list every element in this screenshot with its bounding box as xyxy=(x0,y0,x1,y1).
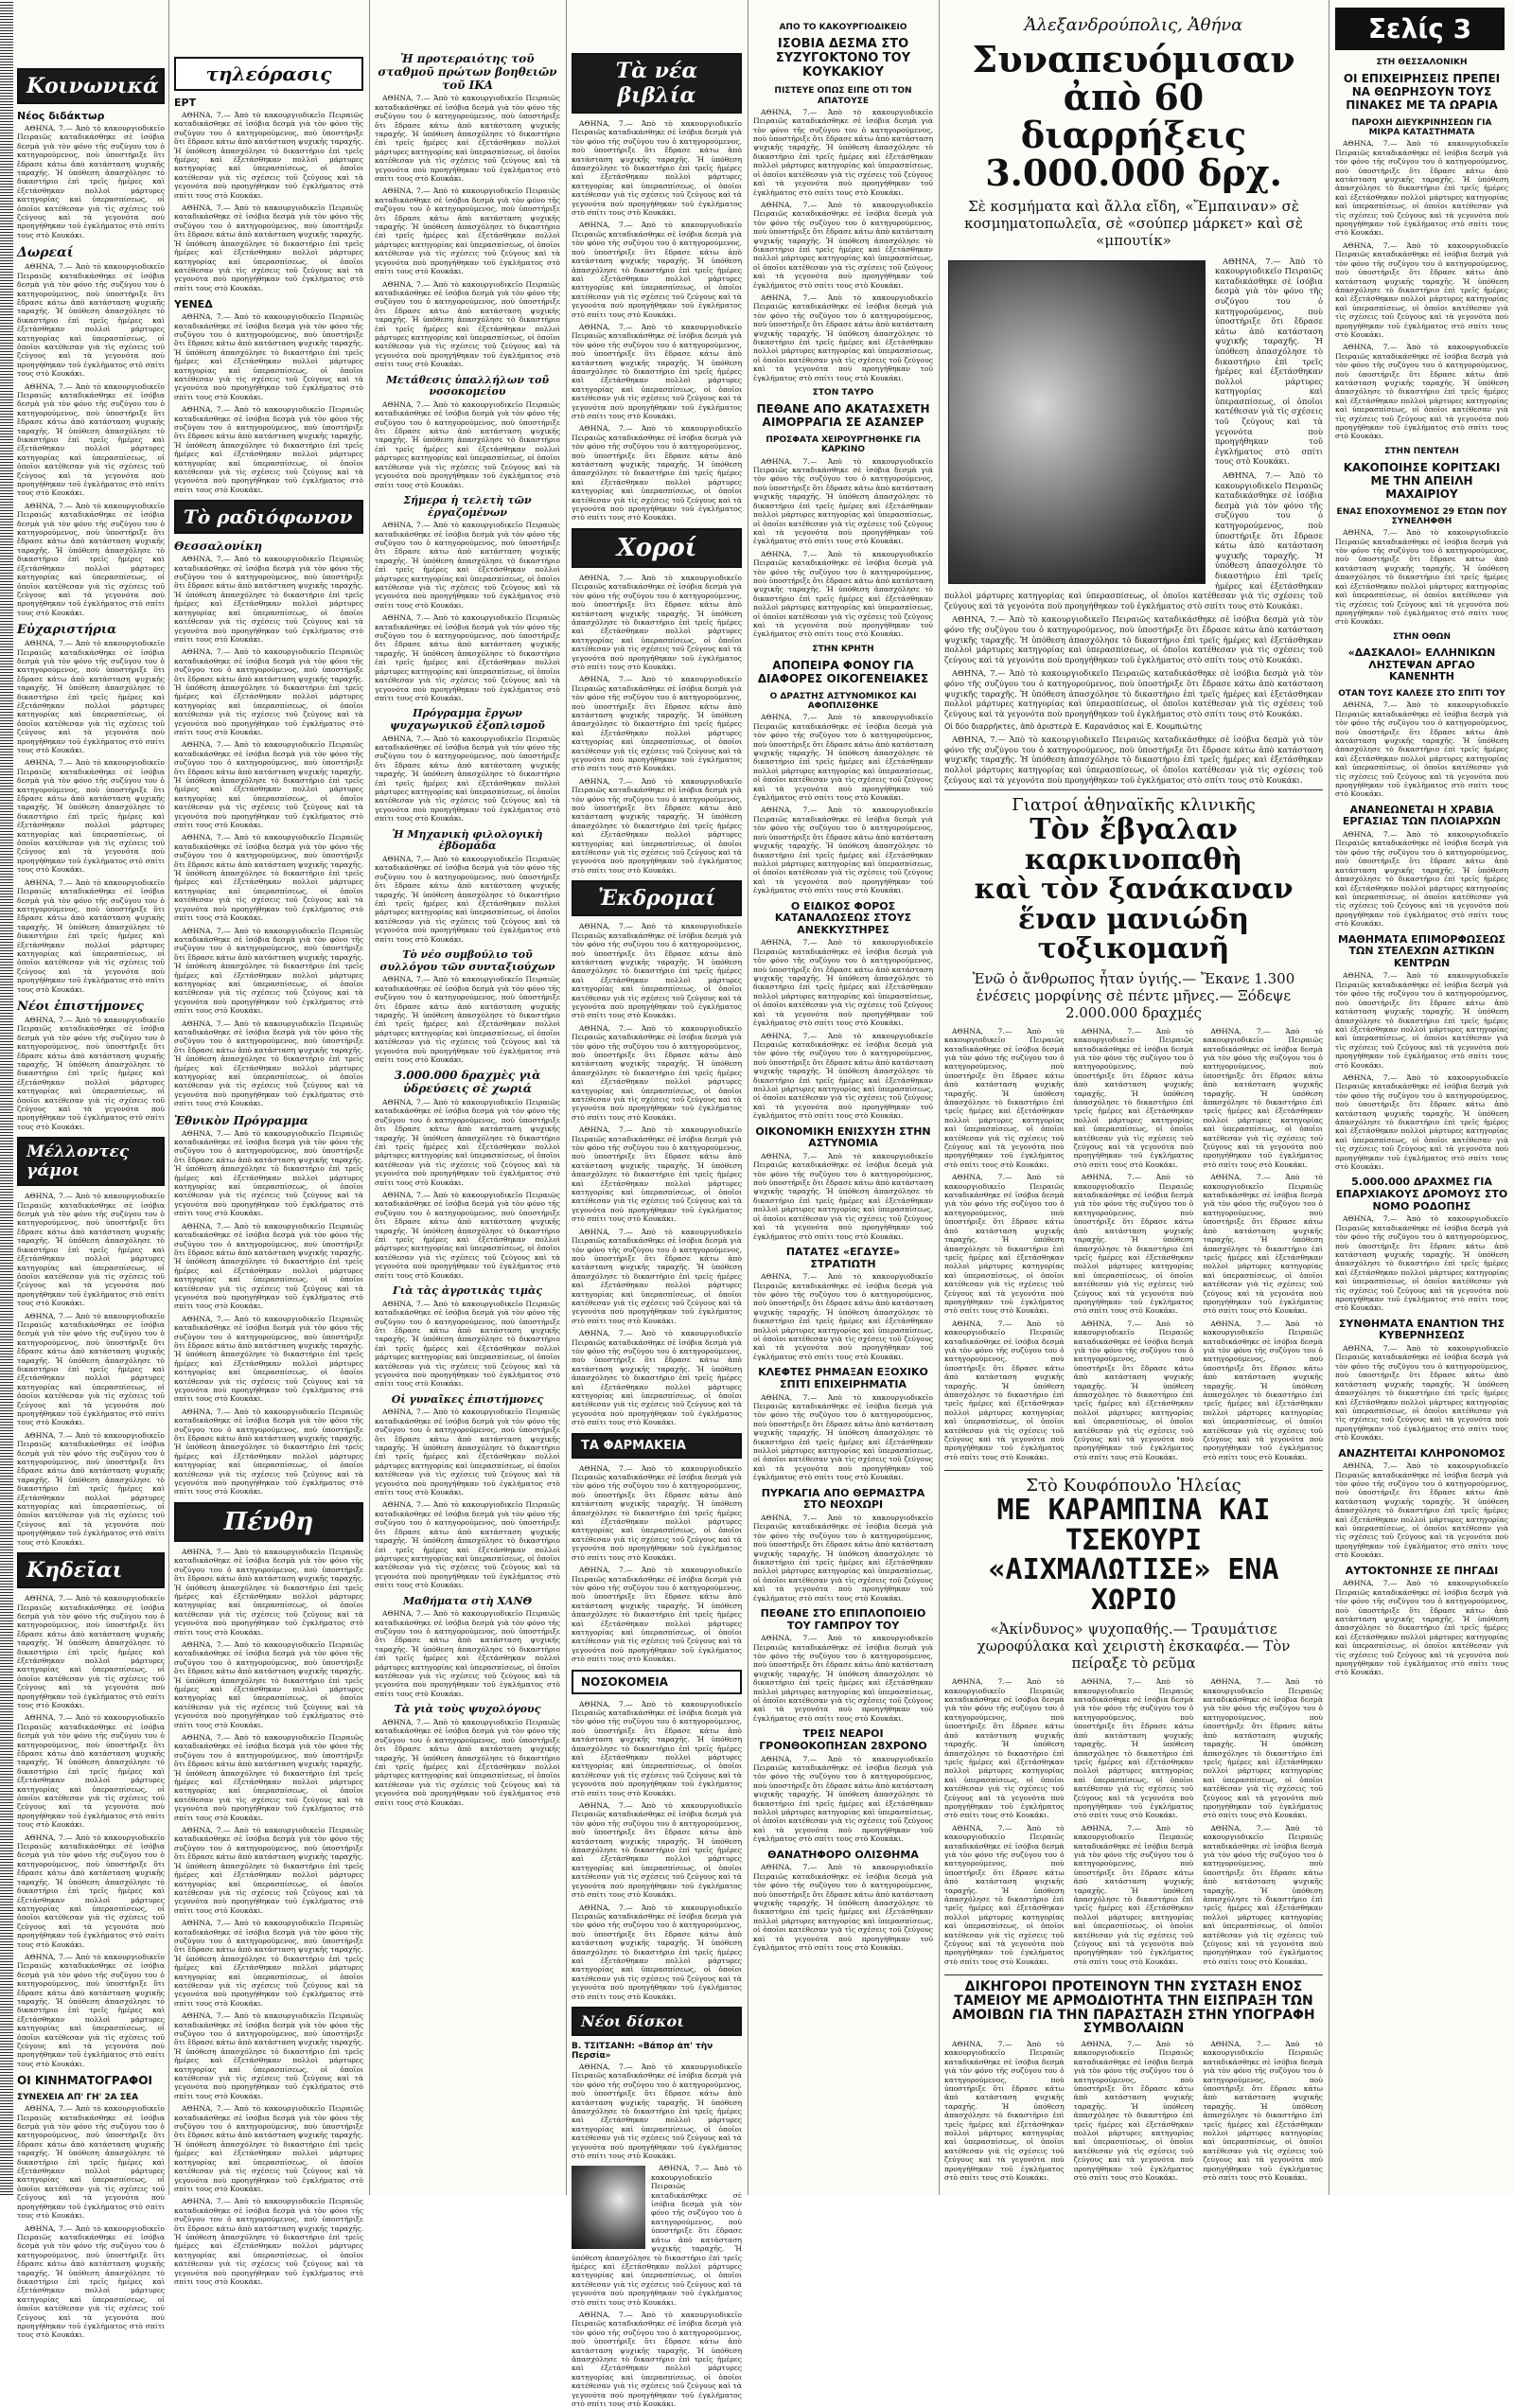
heading-patates: ΠΑΤΑΤΕΣ «ΕΓΔΥΣΕ» ΣΤΡΑΤΙΩΤΗ xyxy=(785,1245,901,1270)
article-text: ΑΘΗΝΑ, 7.— Ἀπὸ τὸ κακουργιοδικεῖο Πειραιῶς καταδικάσθηκε σὲ ἰσόβια δεσμὰ γιὰ τὸν φόνο τῆς συζύγου του ὁ κατηγορούμενος, ποὺ ὑποστήριξε ὅτι ἔδρασε κάτω ἀπὸ κατάσταση ψυχικῆς ταραχῆς. Ἡ ὑπόθεση ἀπασχόλησε τὸ δικαστήριο ἐπὶ τρεῖς ἡμέρες καὶ ἐξετάσθηκαν πολλοὶ μάρτυρες κατηγορίας καὶ ὑπερασπίσεως, οἱ ὁποῖοι κατέθεσαν γιὰ τὶς σχέσεις τοῦ ζεύγους καὶ τὰ γεγονότα ποὺ προηγήθηκαν τοῦ ἐγκλήματος στὸ σπίτι τους στὸ Κουκάκι. xyxy=(944,614,1323,664)
heading-conference: Τὸ νέο συμβούλιο τοῦ συλλόγου τῶν συνταξιούχων xyxy=(379,948,555,973)
kicker-taurus: ΣΤΟΝ ΤΑΥΡΟ xyxy=(812,388,874,398)
article-text: ΑΘΗΝΑ, 7.— Ἀπὸ τὸ κακουργιοδικεῖο Πειραιῶς καταδικάσθηκε σὲ ἰσόβια δεσμὰ γιὰ τὸν φόνο τῆς συζύγου του ὁ κατηγορούμενος, ποὺ ὑποστήριξε ὅτι ἔδρασε κάτω ἀπὸ κατάσταση ψυχικῆς ταραχῆς. Ἡ ὑπόθεση ἀπασχόλησε τὸ δικαστήριο ἐπὶ τρεῖς ἡμέρες καὶ ἐξετάσθηκαν πολλοὶ μάρτυρες κατηγορίας καὶ ὑπερασπίσεως, οἱ ὁποῖοι κατέθεσαν γιὰ τὶς σχέσεις τοῦ ζεύγους καὶ τὰ γεγονότα ποὺ προηγήθηκαν τοῦ ἐγκλήματος στὸ σπίτι τους στὸ Κουκάκι. xyxy=(1073,2040,1194,2183)
article-text: ΑΘΗΝΑ, 7.— Ἀπὸ τὸ κακουργιοδικεῖο Πειραιῶς καταδικάσθηκε σὲ ἰσόβια δεσμὰ γιὰ τὸν φόνο τῆς συζύγου του ὁ κατηγορούμενος, ποὺ ὑποστήριξε ὅτι ἔδρασε κάτω ἀπὸ κατάσταση ψυχικῆς ταραχῆς. Ἡ ὑπόθεση ἀπασχόλησε τὸ δικαστήριο ἐπὶ τρεῖς ἡμέρες καὶ ἐξετάσθηκαν πολλοὶ μάρτυρες κατηγορίας καὶ ὑπερασπίσεως, οἱ ὁποῖοι κατέθεσαν γιὰ τὶς σχέσεις τοῦ ζεύγους καὶ τὰ γεγονότα ποὺ προηγήθηκαν τοῦ ἐγκλήματος στὸ σπίτι τους στὸ Κουκάκι. xyxy=(753,1754,933,1844)
article-text: ΑΘΗΝΑ, 7.— Ἀπὸ τὸ κακουργιοδικεῖο Πειραιῶς καταδικάσθηκε σὲ ἰσόβια δεσμὰ γιὰ τὸν φόνο τῆς συζύγου του ὁ κατηγορούμενος, ποὺ ὑποστήριξε ὅτι ἔδρασε κάτω ἀπὸ κατάσταση ψυχικῆς ταραχῆς. Ἡ ὑπόθεση ἀπασχόλησε τὸ δικαστήριο ἐπὶ τρεῖς ἡμέρες καὶ ἐξετάσθηκαν πολλοὶ μάρτυρες κατηγορίας καὶ ὑπερασπίσεως, οἱ ὁποῖοι κατέθεσαν γιὰ τὶς σχέσεις τοῦ ζεύγους καὶ τὰ γεγονότα ποὺ προηγήθηκαν τοῦ ἐγκλήματος στὸ σπίτι τους στὸ Κουκάκι. xyxy=(572,322,742,420)
article-text: ΑΘΗΝΑ, 7.— Ἀπὸ τὸ κακουργιοδικεῖο Πειραιῶς καταδικάσθηκε σὲ ἰσόβια δεσμὰ γιὰ τὸν φόνο τῆς συζύγου του ὁ κατηγορούμενος, ποὺ ὑποστήριξε ὅτι ἔδρασε κάτω ἀπὸ κατάσταση ψυχικῆς ταραχῆς. Ἡ ὑπόθεση ἀπασχόλησε τὸ δικαστήριο ἐπὶ τρεῖς ἡμέρες καὶ ἐξετάσθηκαν πολλοὶ μάρτυρες κατηγορίας καὶ ὑπερασπίσεως, οἱ ὁποῖοι κατέθεσαν γιὰ τὶς σχέσεις τοῦ ζεύγους καὶ τὰ γεγονότα ποὺ προηγήθηκαν τοῦ ἐγκλήματος στὸ σπίτι τους στὸ Κουκάκι. xyxy=(17,758,165,875)
article-text: ΑΘΗΝΑ, 7.— Ἀπὸ τὸ κακουργιοδικεῖο Πειραιῶς καταδικάσθηκε σὲ ἰσόβια δεσμὰ γιὰ τὸν φόνο τῆς συζύγου του ὁ κατηγορούμενος, ποὺ ὑποστήριξε ὅτι ἔδρασε κάτω ἀπὸ κατάσταση ψυχικῆς ταραχῆς. Ἡ ὑπόθεση ἀπασχόλησε τὸ δικαστήριο ἐπὶ τρεῖς ἡμέρες καὶ ἐξετάσθηκαν πολλοὶ μάρτυρες κατηγορίας καὶ ὑπερασπίσεως, οἱ ὁποῖοι κατέθεσαν γιὰ τὶς σχέσεις τοῦ ζεύγους καὶ τὰ γεγονότα ποὺ προηγήθηκαν τοῦ ἐγκλήματος στὸ σπίτι τους στὸ Κουκάκι. xyxy=(572,1227,742,1325)
banner-new-books: Τὰ νέα βιβλία xyxy=(572,53,742,114)
column-social xyxy=(17,0,165,2340)
banner-weddings: Μέλλοντες γάμοι xyxy=(17,1137,165,1186)
heading-teachers: «ΔΑΣΚΑΛΟΙ» ΕΛΛΗΝΙΚΩΝ ΛΗΣΤΕΨΑΝ ΑΡΓΑΟ ΚΑΝΕΝΗΤΗ xyxy=(1347,646,1496,683)
subhead-burglaries: Σὲ κοσμήματα καὶ ἄλλα εἴδη, «Ἔμπαιναν» σὲ κοσμηματοπωλεῖα, σὲ «σούπερ μάρκετ» καὶ σὲ «μπουτίκ» xyxy=(964,197,1303,249)
banner-pharmacies: ΤΑ ΦΑΡΜΑΚΕΙΑ xyxy=(572,1433,742,1459)
section-rule xyxy=(944,789,1323,790)
subheading-died-elevator: ΠΡΟΣΦΑΤΑ ΧΕΙΡΟΥΡΓΗΘΗΚΕ ΓΙΑ ΚΑΡΚΙΝΟ xyxy=(766,434,921,455)
article-text: ΑΘΗΝΑ, 7.— Ἀπὸ τὸ κακουργιοδικεῖο Πειραιῶς καταδικάσθηκε σὲ ἰσόβια δεσμὰ γιὰ τὸν φόνο τῆς συζύγου του ὁ κατηγορούμενος, ποὺ ὑποστήριξε ὅτι ἔδρασε κάτω ἀπὸ κατάσταση ψυχικῆς ταραχῆς. Ἡ ὑπόθεση ἀπασχόλησε τὸ δικαστήριο ἐπὶ τρεῖς ἡμέρες καὶ ἐξετάσθηκαν πολλοὶ μάρτυρες κατηγορίας καὶ ὑπερασπίσεως, οἱ ὁποῖοι κατέθεσαν γιὰ τὶς σχέσεις τοῦ ζεύγους καὶ τὰ γεγονότα ποὺ προηγήθηκαν τοῦ ἐγκλήματος στὸ σπίτι τους στὸ Κουκάκι. xyxy=(1335,1461,1508,1560)
article-text: ΑΘΗΝΑ, 7.— Ἀπὸ τὸ κακουργιοδικεῖο Πειραιῶς καταδικάσθηκε σὲ ἰσόβια δεσμὰ γιὰ τὸν φόνο τῆς συζύγου του ὁ κατηγορούμενος, ποὺ ὑποστήριξε ὅτι ἔδρασε κάτω ἀπὸ κατάσταση ψυχικῆς ταραχῆς. Ἡ ὑπόθεση ἀπασχόλησε τὸ δικαστήριο ἐπὶ τρεῖς ἡμέρες καὶ ἐξετάσθηκαν πολλοὶ μάρτυρες κατηγορίας καὶ ὑπερασπίσεως, οἱ ὁποῖοι κατέθεσαν γιὰ τὶς σχέσεις τοῦ ζεύγους καὶ τὰ γεγονότα ποὺ προηγήθηκαν τοῦ ἐγκλήματος στὸ σπίτι τους στὸ Κουκάκι. xyxy=(174,555,363,644)
banner-dances: Χοροί xyxy=(572,528,742,568)
main-feature-area xyxy=(944,0,1323,2195)
article-text: ΑΘΗΝΑ, 7.— Ἀπὸ τὸ κακουργιοδικεῖο Πειραιῶς καταδικάσθηκε σὲ ἰσόβια δεσμὰ γιὰ τὸν φόνο τῆς συζύγου του ὁ κατηγορούμενος, ποὺ ὑποστήριξε ὅτι ἔδρασε κάτω ἀπὸ κατάσταση ψυχικῆς ταραχῆς. Ἡ ὑπόθεση ἀπασχόλησε τὸ δικαστήριο ἐπὶ τρεῖς ἡμέρες καὶ ἐξετάσθηκαν πολλοὶ μάρτυρες κατηγορίας καὶ ὑπερασπίσεως, οἱ ὁποῖοι κατέθεσαν γιὰ τὶς σχέσεις τοῦ ζεύγους καὶ τὰ γεγονότα ποὺ προηγήθηκαν τοῦ ἐγκλήματος στὸ σπίτι τους στὸ Κουκάκι. xyxy=(174,312,363,401)
article-text: ΑΘΗΝΑ, 7.— Ἀπὸ τὸ κακουργιοδικεῖο Πειραιῶς καταδικάσθηκε σὲ ἰσόβια δεσμὰ γιὰ τὸν φόνο τῆς συζύγου του ὁ κατηγορούμενος, ποὺ ὑποστήριξε ὅτι ἔδρασε κάτω ἀπὸ κατάσταση ψυχικῆς ταραχῆς. Ἡ ὑπόθεση ἀπασχόλησε τὸ δικαστήριο ἐπὶ τρεῖς ἡμέρες καὶ ἐξετάσθηκαν πολλοὶ μάρτυρες κατηγορίας καὶ ὑπερασπίσεως, οἱ ὁποῖοι κατέθεσαν γιὰ τὶς σχέσεις τοῦ ζεύγους καὶ τὰ γεγονότα ποὺ προηγήθηκαν τοῦ ἐγκλήματος στὸ σπίτι τους στὸ Κουκάκι. xyxy=(1073,1677,1194,1820)
cinema-continuation: ΣΥΝΕΧΕΙΑ ΑΠ' ΓΗ' 2Α ΣΕΑ xyxy=(17,2093,139,2103)
article-text: ΑΘΗΝΑ, 7.— Ἀπὸ τὸ κακουργιοδικεῖο Πειραιῶς καταδικάσθηκε σὲ ἰσόβια δεσμὰ γιὰ τὸν φόνο τῆς συζύγου του ὁ κατηγορούμενος, ποὺ ὑποστήριξε ὅτι ἔδρασε κάτω ἀπὸ κατάσταση ψυχικῆς ταραχῆς. Ἡ ὑπόθεση ἀπασχόλησε τὸ δικαστήριο ἐπὶ τρεῖς ἡμέρες καὶ ἐξετάσθηκαν πολλοὶ μάρτυρες κατηγορίας καὶ ὑπερασπίσεως, οἱ ὁποῖοι κατέθεσαν γιὰ τὶς σχέσεις τοῦ ζεύγους καὶ τὰ γεγονότα ποὺ προηγήθηκαν τοῦ ἐγκλήματος στὸ σπίτι τους στὸ Κουκάκι. xyxy=(17,1430,165,1547)
article-text: ΑΘΗΝΑ, 7.— Ἀπὸ τὸ κακουργιοδικεῖο Πειραιῶς καταδικάσθηκε σὲ ἰσόβια δεσμὰ γιὰ τὸν φόνο τῆς συζύγου του ὁ κατηγορούμενος, ποὺ ὑποστήριξε ὅτι ἔδρασε κάτω ἀπὸ κατάσταση ψυχικῆς ταραχῆς. Ἡ ὑπόθεση ἀπασχόλησε τὸ δικαστήριο ἐπὶ τρεῖς ἡμέρες καὶ ἐξετάσθηκαν πολλοὶ μάρτυρες κατηγορίας καὶ ὑπερασπίσεως, οἱ ὁποῖοι κατέθεσαν γιὰ τὶς σχέσεις τοῦ ζεύγους καὶ τὰ γεγονότα ποὺ προηγήθηκαν τοῦ ἐγκλήματος στὸ σπίτι τους στὸ Κουκάκι. xyxy=(1335,830,1508,929)
article-text: ΑΘΗΝΑ, 7.— Ἀπὸ τὸ κακουργιοδικεῖο Πειραιῶς καταδικάσθηκε σὲ ἰσόβια δεσμὰ γιὰ τὸν φόνο τῆς συζύγου του ὁ κατηγορούμενος, ποὺ ὑποστήριξε ὅτι ἔδρασε κάτω ἀπὸ κατάσταση ψυχικῆς ταραχῆς. Ἡ ὑπόθεση ἀπασχόλησε τὸ δικαστήριο ἐπὶ τρεῖς ἡμέρες καὶ ἐξετάσθηκαν πολλοὶ μάρτυρες κατηγορίας καὶ ὑπερασπίσεως, οἱ ὁποῖοι κατέθεσαν γιὰ τὶς σχέσεις τοῦ ζεύγους καὶ τὰ γεγονότα ποὺ προηγήθηκαν τοῦ ἐγκλήματος στὸ σπίτι τους στὸ Κουκάκι. xyxy=(174,647,363,736)
article-text: ΑΘΗΝΑ, 7.— Ἀπὸ τὸ κακουργιοδικεῖο Πειραιῶς καταδικάσθηκε σὲ ἰσόβια δεσμὰ γιὰ τὸν φόνο τῆς συζύγου του ὁ κατηγορούμενος, ποὺ ὑποστήριξε ὅτι ἔδρασε κάτω ἀπὸ κατάσταση ψυχικῆς ταραχῆς. Ἡ ὑπόθεση ἀπασχόλησε τὸ δικαστήριο ἐπὶ τρεῖς ἡμέρες καὶ ἐξετάσθηκαν πολλοὶ μάρτυρες κατηγορίας καὶ ὑπερασπίσεως, οἱ ὁποῖοι κατέθεσαν γιὰ τὶς σχέσεις τοῦ ζεύγους καὶ τὰ γεγονότα ποὺ προηγήθηκαν τοῦ ἐγκλήματος στὸ σπίτι τους στὸ Κουκάκι. xyxy=(174,2011,363,2100)
heading-fatal-slip: ΘΑΝΑΤΗΦΟΡΟ ΟΛΙΣΘΗΜΑ xyxy=(767,1848,919,1861)
article-text: ΑΘΗΝΑ, 7.— Ἀπὸ τὸ κακουργιοδικεῖο Πειραιῶς καταδικάσθηκε σὲ ἰσόβια δεσμὰ γιὰ τὸν φόνο τῆς συζύγου του ὁ κατηγορούμενος, ποὺ ὑποστήριξε ὅτι ἔδρασε κάτω ἀπὸ κατάσταση ψυχικῆς ταραχῆς. Ἡ ὑπόθεση ἀπασχόλησε τὸ δικαστήριο ἐπὶ τρεῖς ἡμέρες καὶ ἐξετάσθηκαν πολλοὶ μάρτυρες κατηγορίας καὶ ὑπερασπίσεως, οἱ ὁποῖοι κατέθεσαν γιὰ τὶς σχέσεις τοῦ ζεύγους καὶ τὰ γεγονότα ποὺ προηγήθηκαν τοῦ ἐγκλήματος στὸ σπίτι τους στὸ Κουκάκι. xyxy=(572,776,742,875)
headline-clinic-a: Τὸν ἔβγαλαν καρκινοπαθὴ xyxy=(1024,813,1243,876)
article-text: ΑΘΗΝΑ, 7.— Ἀπὸ τὸ κακουργιοδικεῖο Πειραιῶς καταδικάσθηκε σὲ ἰσόβια δεσμὰ γιὰ τὸν φόνο τῆς συζύγου του ὁ κατηγορούμενος, ποὺ ὑποστήριξε ὅτι ἔδρασε κάτω ἀπὸ κατάσταση ψυχικῆς ταραχῆς. Ἡ ὑπόθεση ἀπασχόλησε τὸ δικαστήριο ἐπὶ τρεῖς ἡμέρες καὶ ἐξετάσθηκαν πολλοὶ μάρτυρες κατηγορίας καὶ ὑπερασπίσεως, οἱ ὁποῖοι κατέθεσαν γιὰ τὶς σχέσεις τοῦ ζεύγους καὶ τὰ γεγονότα ποὺ προηγήθηκαν τοῦ ἐγκλήματος στὸ σπίτι τους στὸ Κουκάκι. xyxy=(1073,1026,1194,1169)
article-text: ΑΘΗΝΑ, 7.— Ἀπὸ τὸ κακουργιοδικεῖο Πειραιῶς καταδικάσθηκε σὲ ἰσόβια δεσμὰ γιὰ τὸν φόνο τῆς συζύγου του ὁ κατηγορούμενος, ποὺ ὑποστήριξε ὅτι ἔδρασε κάτω ἀπὸ κατάσταση ψυχικῆς ταραχῆς. Ἡ ὑπόθεση ἀπασχόλησε τὸ δικαστήριο ἐπὶ τρεῖς ἡμέρες καὶ ἐξετάσθηκαν πολλοὶ μάρτυρες κατηγορίας καὶ ὑπερασπίσεως, οἱ ὁποῖοι κατέθεσαν γιὰ τὶς σχέσεις τοῦ ζεύγους καὶ τὰ γεγονότα ποὺ προηγήθηκαν τοῦ ἐγκλήματος στὸ σπίτι τους στὸ Κουκάκι. xyxy=(17,1713,165,1830)
article-text: ΑΘΗΝΑ, 7.— Ἀπὸ τὸ κακουργιοδικεῖο Πειραιῶς καταδικάσθηκε σὲ ἰσόβια δεσμὰ γιὰ τὸν φόνο τῆς συζύγου του ὁ κατηγορούμενος, ποὺ ὑποστήριξε ὅτι ἔδρασε κάτω ἀπὸ κατάσταση ψυχικῆς ταραχῆς. Ἡ ὑπόθεση ἀπασχόλησε τὸ δικαστήριο ἐπὶ τρεῖς ἡμέρες καὶ ἐξετάσθηκαν πολλοὶ μάρτυρες κατηγορίας καὶ ὑπερασπίσεως, οἱ ὁποῖοι κατέθεσαν γιὰ τὶς σχέσεις τοῦ ζεύγους καὶ τὰ γεγονότα ποὺ προηγήθηκαν τοῦ ἐγκλήματος στὸ σπίτι τους στὸ Κουκάκι. xyxy=(375,1097,560,1187)
article-text: ΑΘΗΝΑ, 7.— Ἀπὸ τὸ κακουργιοδικεῖο Πειραιῶς καταδικάσθηκε σὲ ἰσόβια δεσμὰ γιὰ τὸν φόνο τῆς συζύγου του ὁ κατηγορούμενος, ποὺ ὑποστήριξε ὅτι ἔδρασε κάτω ἀπὸ κατάσταση ψυχικῆς ταραχῆς. Ἡ ὑπόθεση ἀπασχόλησε τὸ δικαστήριο ἐπὶ τρεῖς ἡμέρες καὶ ἐξετάσθηκαν πολλοὶ μάρτυρες κατηγορίας καὶ ὑπερασπίσεως, οἱ ὁποῖοι κατέθεσαν γιὰ τὶς σχέσεις τοῦ ζεύγους καὶ τὰ γεγονότα ποὺ προηγήθηκαν τοῦ ἐγκλήματος στὸ σπίτι τους στὸ Κουκάκι. xyxy=(17,262,165,379)
article-text: ΑΘΗΝΑ, 7.— Ἀπὸ τὸ κακουργιοδικεῖο Πειραιῶς καταδικάσθηκε σὲ ἰσόβια δεσμὰ γιὰ τὸν φόνο τῆς συζύγου του ὁ κατηγορούμενος, ποὺ ὑποστήριξε ὅτι ἔδρασε κάτω ἀπὸ κατάσταση ψυχικῆς ταραχῆς. Ἡ ὑπόθεση ἀπασχόλησε τὸ δικαστήριο ἐπὶ τρεῖς ἡμέρες καὶ ἐξετάσθηκαν πολλοὶ μάρτυρες κατηγορίας καὶ ὑπερασπίσεως, οἱ ὁποῖοι κατέθεσαν γιὰ τὶς σχέσεις τοῦ ζεύγους καὶ τὰ γεγονότα ποὺ προηγήθηκαν τοῦ ἐγκλήματος στὸ σπίτι τους στὸ Κουκάκι. xyxy=(17,877,165,994)
article-text: ΑΘΗΝΑ, 7.— Ἀπὸ τὸ κακουργιοδικεῖο Πειραιῶς καταδικάσθηκε σὲ ἰσόβια δεσμὰ γιὰ τὸν φόνο τῆς συζύγου του ὁ κατηγορούμενος, ποὺ ὑποστήριξε ὅτι ἔδρασε κάτω ἀπὸ κατάσταση ψυχικῆς ταραχῆς. Ἡ ὑπόθεση ἀπασχόλησε τὸ δικαστήριο ἐπὶ τρεῖς ἡμέρες καὶ ἐξετάσθηκαν πολλοὶ μάρτυρες κατηγορίας καὶ ὑπερασπίσεως, οἱ ὁποῖοι κατέθεσαν γιὰ τὶς σχέσεις τοῦ ζεύγους καὶ τὰ γεγονότα ποὺ προηγήθηκαν τοῦ ἐγκλήματος στὸ σπίτι τους στὸ Κουκάκι. xyxy=(944,1026,1065,1169)
article-text: ΑΘΗΝΑ, 7.— Ἀπὸ τὸ κακουργιοδικεῖο Πειραιῶς καταδικάσθηκε σὲ ἰσόβια δεσμὰ γιὰ τὸν φόνο τῆς συζύγου του ὁ κατηγορούμενος, ποὺ ὑποστήριξε ὅτι ἔδρασε κάτω ἀπὸ κατάσταση ψυχικῆς ταραχῆς. Ἡ ὑπόθεση ἀπασχόλησε τὸ δικαστήριο ἐπὶ τρεῖς ἡμέρες καὶ ἐξετάσθηκαν πολλοὶ μάρτυρες κατηγορίας καὶ ὑπερασπίσεως, οἱ ὁποῖοι κατέθεσαν γιὰ τὶς σχέσεις τοῦ ζεύγους καὶ τὰ γεγονότα ποὺ προηγήθηκαν τοῦ ἐγκλήματος στὸ σπίτι τους στὸ Κουκάκι. xyxy=(174,1221,363,1311)
article-text: ΑΘΗΝΑ, 7.— Ἀπὸ τὸ κακουργιοδικεῖο Πειραιῶς καταδικάσθηκε σὲ ἰσόβια δεσμὰ γιὰ τὸν φόνο τῆς συζύγου του ὁ κατηγορούμενος, ποὺ ὑποστήριξε ὅτι ἔδρασε κάτω ἀπὸ κατάσταση ψυχικῆς ταραχῆς. Ἡ ὑπόθεση ἀπασχόλησε τὸ δικαστήριο ἐπὶ τρεῖς ἡμέρες καὶ ἐξετάσθηκαν πολλοὶ μάρτυρες κατηγορίας καὶ ὑπερασπίσεως, οἱ ὁποῖοι κατέθεσαν γιὰ τὶς σχέσεις τοῦ ζεύγους καὶ τὰ γεγονότα ποὺ προηγήθηκαν τοῦ ἐγκλήματος στὸ σπίτι τους στὸ Κουκάκι. xyxy=(17,1192,165,1308)
page-binding-edge xyxy=(0,0,13,2195)
subheading-girl-attack: ΕΝΑΣ ΕΠΟΧΟΥΜΕΝΟΣ 29 ΕΤΩΝ ΠΟΥ ΣΥΝΕΛΗΦΘΗ xyxy=(1336,506,1507,526)
subhead-clinic: Ἐνῶ ὁ ἄνθρωπος ἦταν ὑγιής.— Ἔκανε 1.300 ἐνέσεις μορφίνης σὲ πέντε μῆνες.— Ξόδεψε 2.000.000 δραχμές xyxy=(972,969,1295,1021)
heading-well-suicide: ΑΥΤΟΚΤΟΝΗΣΕ ΣΕ ΠΗΓΑΔΙ xyxy=(1345,1564,1499,1577)
column-local-news xyxy=(375,0,560,2195)
heading-tax: Ο ΕΙΔΙΚΟΣ ΦΟΡΟΣ ΚΑΤΑΝΑΛΩΣΕΩΣ ΣΤΟΥΣ ΑΝΕΚΚΥΣΤΗΡΕΣ xyxy=(774,899,912,936)
article-text: ΑΘΗΝΑ, 7.— Ἀπὸ τὸ κακουργιοδικεῖο Πειραιῶς καταδικάσθηκε σὲ ἰσόβια δεσμὰ γιὰ τὸν φόνο τῆς συζύγου του ὁ κατηγορούμενος, ποὺ ὑποστήριξε ὅτι ἔδρασε κάτω ἀπὸ κατάσταση ψυχικῆς ταραχῆς. Ἡ ὑπόθεση ἀπασχόλησε τὸ δικαστήριο ἐπὶ τρεῖς ἡμέρες καὶ ἐξετάσθηκαν πολλοὶ μάρτυρες κατηγορίας καὶ ὑπερασπίσεως, οἱ ὁποῖοι κατέθεσαν γιὰ τὶς σχέσεις τοῦ ζεύγους καὶ τὰ γεγονότα ποὺ προηγήθηκαν τοῦ ἐγκλήματος στὸ σπίτι τους στὸ Κουκάκι. xyxy=(1335,1579,1508,1677)
article-text: ΑΘΗΝΑ, 7.— Ἀπὸ τὸ κακουργιοδικεῖο Πειραιῶς καταδικάσθηκε σὲ ἰσόβια δεσμὰ γιὰ τὸν φόνο τῆς συζύγου του ὁ κατηγορούμενος, ποὺ ὑποστήριξε ὅτι ἔδρασε κάτω ἀπὸ κατάσταση ψυχικῆς ταραχῆς. Ἡ ὑπόθεση ἀπασχόλησε τὸ δικαστήριο ἐπὶ τρεῖς ἡμέρες καὶ ἐξετάσθηκαν πολλοὶ μάρτυρες κατηγορίας καὶ ὑπερασπίσεως, οἱ ὁποῖοι κατέθεσαν γιὰ τὶς σχέσεις τοῦ ζεύγους καὶ τὰ γεγονότα ποὺ προηγήθηκαν τοῦ ἐγκλήματος στὸ σπίτι τους στὸ Κουκάκι. xyxy=(174,1826,363,1915)
article-text: ΑΘΗΝΑ, 7.— Ἀπὸ τὸ κακουργιοδικεῖο Πειραιῶς καταδικάσθηκε σὲ ἰσόβια δεσμὰ γιὰ τὸν φόνο τῆς συζύγου του ὁ κατηγορούμενος, ποὺ ὑποστήριξε ὅτι ἔδρασε κάτω ἀπὸ κατάσταση ψυχικῆς ταραχῆς. Ἡ ὑπόθεση ἀπασχόλησε τὸ δικαστήριο ἐπὶ τρεῖς ἡμέρες καὶ ἐξετάσθηκαν πολλοὶ μάρτυρες κατηγορίας καὶ ὑπερασπίσεως, οἱ ὁποῖοι κατέθεσαν γιὰ τὶς σχέσεις τοῦ ζεύγους καὶ τὰ γεγονότα ποὺ προηγήθηκαν τοῦ ἐγκλήματος στὸ σπίτι τους στὸ Κουκάκι. xyxy=(753,200,933,290)
article-text: ΑΘΗΝΑ, 7.— Ἀπὸ τὸ κακουργιοδικεῖο Πειραιῶς καταδικάσθηκε σὲ ἰσόβια δεσμὰ γιὰ τὸν φόνο τῆς συζύγου του ὁ κατηγορούμενος, ποὺ ὑποστήριξε ὅτι ἔδρασε κάτω ἀπὸ κατάσταση ψυχικῆς ταραχῆς. Ἡ ὑπόθεση ἀπασχόλησε τὸ δικαστήριο ἐπὶ τρεῖς ἡμέρες καὶ ἐξετάσθηκαν πολλοὶ μάρτυρες κατηγορίας καὶ ὑπερασπίσεως, οἱ ὁποῖοι κατέθεσαν γιὰ τὶς σχέσεις τοῦ ζεύγους καὶ τὰ γεγονότα ποὺ προηγήθηκαν τοῦ ἐγκλήματος στὸ σπίτι τους στὸ Κουκάκι. xyxy=(753,107,933,197)
article-text: ΑΘΗΝΑ, 7.— Ἀπὸ τὸ κακουργιοδικεῖο Πειραιῶς καταδικάσθηκε σὲ ἰσόβια δεσμὰ γιὰ τὸν φόνο τῆς συζύγου του ὁ κατηγορούμενος, ποὺ ὑποστήριξε ὅτι ἔδρασε κάτω ἀπὸ κατάσταση ψυχικῆς ταραχῆς. Ἡ ὑπόθεση ἀπασχόλησε τὸ δικαστήριο ἐπὶ τρεῖς ἡμέρες καὶ ἐξετάσθηκαν πολλοὶ μάρτυρες κατηγορίας καὶ ὑπερασπίσεως, οἱ ὁποῖοι κατέθεσαν γιὰ τὶς σχέσεις τοῦ ζεύγους καὶ τὰ γεγονότα ποὺ προηγήθηκαν τοῦ ἐγκλήματος στὸ σπίτι τους στὸ Κουκάκι. xyxy=(17,501,165,617)
heading-yened: ΥΕΝΕΔ xyxy=(174,298,213,311)
article-text: ΑΘΗΝΑ, 7.— Ἀπὸ τὸ κακουργιοδικεῖο Πειραιῶς καταδικάσθηκε σὲ ἰσόβια δεσμὰ γιὰ τὸν φόνο τῆς συζύγου του ὁ κατηγορούμενος, ποὺ ὑποστήριξε ὅτι ἔδρασε κάτω ἀπὸ κατάσταση ψυχικῆς ταραχῆς. Ἡ ὑπόθεση ἀπασχόλησε τὸ δικαστήριο ἐπὶ τρεῖς ἡμέρες καὶ ἐξετάσθηκαν πολλοὶ μάρτυρες κατηγορίας καὶ ὑπερασπίσεως, οἱ ὁποῖοι κατέθεσαν γιὰ τὶς σχέσεις τοῦ ζεύγους καὶ τὰ γεγονότα ποὺ προηγήθηκαν τοῦ ἐγκλήματος στὸ σπίτι τους στὸ Κουκάκι. xyxy=(1203,2040,1323,2183)
headline-lawyers: ΔΙΚΗΓΟΡΟΙ ΠΡΟΤΕΙΝΟΥΝ ΤΗΝ ΣΥΣΤΑΣΗ ΕΝΟΣ ΤΑΜΕΙΟΥ ΜΕ ΑΡΜΟΔΙΟΤΗΤΑ ΤΗΝ ΕΙΣΠΡΑΞΗ ΤΩΝ ΑΜΟΙΒΩΝ ΓΙΑ ΤΗΝ ΠΑΡΑΣΤΑΣΗ ΣΤΗΝ ΥΠΟΓΡΑΦΗ ΣΥΜΒΟΛΑΙΩΝ xyxy=(952,1979,1315,2037)
dateline: Ἀλεξανδρούπολις, Ἀθήνα xyxy=(1024,15,1243,35)
heading-new-scientists: Νέοι ἐπιστήμονες xyxy=(17,999,144,1014)
heading-lessons: ΜΑΘΗΜΑΤΑ ΕΠΙΜΟΡΦΩΣΕΩΣ ΤΩΝ ΣΤΕΛΕΧΩΝ ΑΣΤΙΚΩΝ ΚΕΝΤΡΩΝ xyxy=(1337,932,1506,969)
heading-national-program: Ἐθνικὸν Πρόγραμμα xyxy=(174,1113,308,1127)
article-text: ΑΘΗΝΑ, 7.— Ἀπὸ τὸ κακουργιοδικεῖο Πειραιῶς καταδικάσθηκε σὲ ἰσόβια δεσμὰ γιὰ τὸν φόνο τῆς συζύγου του ὁ κατηγορούμενος, ποὺ ὑποστήριξε ὅτι ἔδρασε κάτω ἀπὸ κατάσταση ψυχικῆς ταραχῆς. Ἡ ὑπόθεση ἀπασχόλησε τὸ δικαστήριο ἐπὶ τρεῖς ἡμέρες καὶ ἐξετάσθηκαν πολλοὶ μάρτυρες κατηγορίας καὶ ὑπερασπίσεως, οἱ ὁποῖοι κατέθεσαν γιὰ τὶς σχέσεις τοῦ ζεύγους καὶ τὰ γεγονότα ποὺ προηγήθηκαν τοῦ ἐγκλήματος στὸ σπίτι τους στὸ Κουκάκι. xyxy=(375,279,560,369)
article-text: ΑΘΗΝΑ, 7.— Ἀπὸ τὸ κακουργιοδικεῖο Πειραιῶς καταδικάσθηκε σὲ ἰσόβια δεσμὰ γιὰ τὸν φόνο τῆς συζύγου του ὁ κατηγορούμενος, ποὺ ὑποστήριξε ὅτι ἔδρασε κάτω ἀπὸ κατάσταση ψυχικῆς ταραχῆς. Ἡ ὑπόθεση ἀπασχόλησε τὸ δικαστήριο ἐπὶ τρεῖς ἡμέρες καὶ ἐξετάσθηκαν πολλοὶ μάρτυρες κατηγορίας καὶ ὑπερασπίσεως, οἱ ὁποῖοι κατέθεσαν γιὰ τὶς σχέσεις τοῦ ζεύγους καὶ τὰ γεγονότα ποὺ προηγήθηκαν τοῦ ἐγκλήματος στὸ σπίτι τους στὸ Κουκάκι. xyxy=(17,639,165,754)
article-text: ΑΘΗΝΑ, 7.— Ἀπὸ τὸ κακουργιοδικεῖο Πειραιῶς καταδικάσθηκε σὲ ἰσόβια δεσμὰ γιὰ τὸν φόνο τῆς συζύγου του ὁ κατηγορούμενος, ποὺ ὑποστήριξε ὅτι ἔδρασε κάτω ἀπὸ κατάσταση ψυχικῆς ταραχῆς. Ἡ ὑπόθεση ἀπασχόλησε τὸ δικαστήριο ἐπὶ τρεῖς ἡμέρες καὶ ἐξετάσθηκαν πολλοὶ μάρτυρες κατηγορίας καὶ ὑπερασπίσεως, οἱ ὁποῖοι κατέθεσαν γιὰ τὶς σχέσεις τοῦ ζεύγους καὶ τὰ γεγονότα ποὺ προηγήθηκαν τοῦ ἐγκλήματος στὸ σπίτι τους στὸ Κουκάκι. xyxy=(375,1191,560,1280)
article-text: ΑΘΗΝΑ, 7.— Ἀπὸ τὸ κακουργιοδικεῖο Πειραιῶς καταδικάσθηκε σὲ ἰσόβια δεσμὰ γιὰ τὸν φόνο τῆς συζύγου του ὁ κατηγορούμενος, ποὺ ὑποστήριξε ὅτι ἔδρασε κάτω ἀπὸ κατάσταση ψυχικῆς ταραχῆς. Ἡ ὑπόθεση ἀπασχόλησε τὸ δικαστήριο ἐπὶ τρεῖς ἡμέρες καὶ ἐξετάσθηκαν πολλοὶ μάρτυρες κατηγορίας καὶ ὑπερασπίσεως, οἱ ὁποῖοι κατέθεσαν γιὰ τὶς σχέσεις τοῦ ζεύγους καὶ τὰ γεγονότα ποὺ προηγήθηκαν τοῦ ἐγκλήματος στὸ σπίτι τους στὸ Κουκάκι. xyxy=(753,1634,933,1723)
article-text: ΑΘΗΝΑ, 7.— Ἀπὸ τὸ κακουργιοδικεῖο Πειραιῶς καταδικάσθηκε σὲ ἰσόβια δεσμὰ γιὰ τὸν φόνο τῆς συζύγου του ὁ κατηγορούμενος, ποὺ ὑποστήριξε ὅτι ἔδρασε κάτω ἀπὸ κατάσταση ψυχικῆς ταραχῆς. Ἡ ὑπόθεση ἀπασχόλησε τὸ δικαστήριο ἐπὶ τρεῖς ἡμέρες καὶ ἐξετάσθηκαν πολλοὶ μάρτυρες κατηγορίας καὶ ὑπερασπίσεως, οἱ ὁποῖοι κατέθεσαν γιὰ τὶς σχέσεις τοῦ ζεύγους καὶ τὰ γεγονότα ποὺ προηγήθηκαν τοῦ ἐγκλήματος στὸ σπίτι τους στὸ Κουκάκι. xyxy=(17,2223,165,2340)
column-divider xyxy=(939,0,940,2195)
section-rule xyxy=(944,1470,1323,1471)
article-text: ΑΘΗΝΑ, 7.— Ἀπὸ τὸ κακουργιοδικεῖο Πειραιῶς καταδικάσθηκε σὲ ἰσόβια δεσμὰ γιὰ τὸν φόνο τῆς συζύγου του ὁ κατηγορούμενος, ποὺ ὑποστήριξε ὅτι ἔδρασε κάτω ἀπὸ κατάσταση ψυχικῆς ταραχῆς. Ἡ ὑπόθεση ἀπασχόλησε τὸ δικαστήριο ἐπὶ τρεῖς ἡμέρες καὶ ἐξετάσθηκαν πολλοὶ μάρτυρες κατηγορίας καὶ ὑπερασπίσεως, οἱ ὁποῖοι κατέθεσαν γιὰ τὶς σχέσεις τοῦ ζεύγους καὶ τὰ γεγονότα ποὺ προηγήθηκαν τοῦ ἐγκλήματος στὸ σπίτι τους στὸ Κουκάκι. xyxy=(375,1717,560,1807)
heading-cinema: ΟΙ ΚΙΝΗΜΑΤΟΓΡΑΦΟΙ xyxy=(17,2074,152,2088)
kicker-othon: ΣΤΗΝ ΟΘΩΝ xyxy=(1393,631,1451,642)
article-text: ΑΘΗΝΑ, 7.— Ἀπὸ τὸ κακουργιοδικεῖο Πειραιῶς καταδικάσθηκε σὲ ἰσόβια δεσμὰ γιὰ τὸν φόνο τῆς συζύγου του ὁ κατηγορούμενος, ποὺ ὑποστήριξε ὅτι ἔδρασε κάτω ἀπὸ κατάσταση ψυχικῆς ταραχῆς. Ἡ ὑπόθεση ἀπασχόλησε τὸ δικαστήριο ἐπὶ τρεῖς ἡμέρες καὶ ἐξετάσθηκαν πολλοὶ μάρτυρες κατηγορίας καὶ ὑπερασπίσεως, οἱ ὁποῖοι κατέθεσαν γιὰ τὶς σχέσεις τοῦ ζεύγους καὶ τὰ γεγονότα ποὺ προηγήθηκαν τοῦ ἐγκλήματος στὸ σπίτι τους στὸ Κουκάκι. xyxy=(375,1299,560,1389)
column-broadcast xyxy=(174,0,363,2286)
clinic-article-body xyxy=(944,1027,1323,1466)
article-text: ΑΘΗΝΑ, 7.— Ἀπὸ τὸ κακουργιοδικεῖο Πειραιῶς καταδικάσθηκε σὲ ἰσόβια δεσμὰ γιὰ τὸν φόνο τῆς συζύγου του ὁ κατηγορούμενος, ποὺ ὑποστήριξε ὅτι ἔδρασε κάτω ἀπὸ κατάσταση ψυχικῆς ταραχῆς. Ἡ ὑπόθεση ἀπασχόλησε τὸ δικαστήριο ἐπὶ τρεῖς ἡμέρες καὶ ἐξετάσθηκαν πολλοὶ μάρτυρες κατηγορίας καὶ ὑπερασπίσεως, οἱ ὁποῖοι κατέθεσαν γιὰ τὶς σχέσεις τοῦ ζεύγους καὶ τὰ γεγονότα ποὺ προηγήθηκαν τοῦ ἐγκλήματος στὸ σπίτι τους στὸ Κουκάκι. xyxy=(375,521,560,610)
column-divider xyxy=(369,0,370,2195)
article-text: ΑΘΗΝΑ, 7.— Ἀπὸ τὸ κακουργιοδικεῖο Πειραιῶς καταδικάσθηκε σὲ ἰσόβια δεσμὰ γιὰ τὸν φόνο τῆς συζύγου του ὁ κατηγορούμενος, ποὺ ὑποστήριξε ὅτι ἔδρασε κάτω ἀπὸ κατάσταση ψυχικῆς ταραχῆς. Ἡ ὑπόθεση ἀπασχόλησε τὸ δικαστήριο ἐπὶ τρεῖς ἡμέρες καὶ ἐξετάσθηκαν πολλοὶ μάρτυρες κατηγορίας καὶ ὑπερασπίσεως, οἱ ὁποῖοι κατέθεσαν γιὰ τὶς σχέσεις τοῦ ζεύγους καὶ τὰ γεγονότα ποὺ προηγήθηκαν τοῦ ἐγκλήματος στὸ σπίτι τους στὸ Κουκάκι. xyxy=(174,740,363,830)
photo-caption: Οἱ δύο διαρρῆκτες, ἀπὸ ἀριστερὰ Ε. Καρανάσιος καὶ Ε. Κουμπιώτης xyxy=(944,722,1203,732)
heading-renewed: ΑΝΑΝΕΩΝΕΤΑΙ Η ΧΡΑΒΙΑ ΕΡΓΑΣΙΑΣ ΤΩΝ ΠΛΟΙΑΡΧΩΝ xyxy=(1342,803,1502,828)
article-text: ΑΘΗΝΑ, 7.— Ἀπὸ τὸ κακουργιοδικεῖο Πειραιῶς καταδικάσθηκε σὲ ἰσόβια δεσμὰ γιὰ τὸν φόνο τῆς συζύγου του ὁ κατηγορούμενος, ποὺ ὑποστήριξε ὅτι ἔδρασε κάτω ἀπὸ κατάσταση ψυχικῆς ταραχῆς. Ἡ ὑπόθεση ἀπασχόλησε τὸ δικαστήριο ἐπὶ τρεῖς ἡμέρες καὶ ἐξετάσθηκαν πολλοὶ μάρτυρες κατηγορίας καὶ ὑπερασπίσεως, οἱ ὁποῖοι κατέθεσαν γιὰ τὶς σχέσεις τοῦ ζεύγους καὶ τὰ γεγονότα ποὺ προηγήθηκαν τοῦ ἐγκλήματος στὸ σπίτι τους στὸ Κουκάκι. xyxy=(572,119,742,218)
article-text: ΑΘΗΝΑ, 7.— Ἀπὸ τὸ κακουργιοδικεῖο Πειραιῶς καταδικάσθηκε σὲ ἰσόβια δεσμὰ γιὰ τὸν φόνο τῆς συζύγου του ὁ κατηγορούμενος, ποὺ ὑποστήριξε ὅτι ἔδρασε κάτω ἀπὸ κατάσταση ψυχικῆς ταραχῆς. Ἡ ὑπόθεση ἀπασχόλησε τὸ δικαστήριο ἐπὶ τρεῖς ἡμέρες καὶ ἐξετάσθηκαν πολλοὶ μάρτυρες κατηγορίας καὶ ὑπερασπίσεως, οἱ ὁποῖοι κατέθεσαν γιὰ τὶς σχέσεις τοῦ ζεύγους καὶ τὰ γεγονότα ποὺ προηγήθηκαν τοῦ ἐγκλήματος στὸ σπίτι τους στὸ Κουκάκι. xyxy=(17,1594,165,1709)
kicker-clinic: Γιατροί ἀθηναϊκῆς κλινικῆς xyxy=(1012,795,1256,816)
article-text: ΑΘΗΝΑ, 7.— Ἀπὸ τὸ κακουργιοδικεῖο Πειραιῶς καταδικάσθηκε σὲ ἰσόβια δεσμὰ γιὰ τὸν φόνο τῆς συζύγου του ὁ κατηγορούμενος, ποὺ ὑποστήριξε ὅτι ἔδρασε κάτω ἀπὸ κατάσταση ψυχικῆς ταραχῆς. Ἡ ὑπόθεση ἀπασχόλησε τὸ δικαστήριο ἐπὶ τρεῖς ἡμέρες καὶ ἐξετάσθηκαν πολλοὶ μάρτυρες κατηγορίας καὶ ὑπερασπίσεως, οἱ ὁποῖοι κατέθεσαν γιὰ τὶς σχέσεις τοῦ ζεύγους καὶ τὰ γεγονότα ποὺ προηγήθηκαν τοῦ ἐγκλήματος στὸ σπίτι τους στὸ Κουκάκι. xyxy=(944,1319,1065,1461)
article-text: ΑΘΗΝΑ, 7.— Ἀπὸ τὸ κακουργιοδικεῖο Πειραιῶς καταδικάσθηκε σὲ ἰσόβια δεσμὰ γιὰ τὸν φόνο τῆς συζύγου του ὁ κατηγορούμενος, ποὺ ὑποστήριξε ὅτι ἔδρασε κάτω ἀπὸ κατάσταση ψυχικῆς ταραχῆς. Ἡ ὑπόθεση ἀπασχόλησε τὸ δικαστήριο ἐπὶ τρεῖς ἡμέρες καὶ ἐξετάσθηκαν πολλοὶ μάρτυρες κατηγορίας καὶ ὑπερασπίσεως, οἱ ὁποῖοι κατέθεσαν γιὰ τὶς σχέσεις τοῦ ζεύγους καὶ τὰ γεγονότα ποὺ προηγήθηκαν τοῦ ἐγκλήματος στὸ σπίτι τους στὸ Κουκάκι. xyxy=(1215,256,1323,467)
article-text: ΑΘΗΝΑ, 7.— Ἀπὸ τὸ κακουργιοδικεῖο Πειραιῶς καταδικάσθηκε σὲ ἰσόβια δεσμὰ γιὰ τὸν φόνο τῆς συζύγου του ὁ κατηγορούμενος, ποὺ ὑποστήριξε ὅτι ἔδρασε κάτω ἀπὸ κατάσταση ψυχικῆς ταραχῆς. Ἡ ὑπόθεση ἀπασχόλησε τὸ δικαστήριο ἐπὶ τρεῖς ἡμέρες καὶ ἐξετάσθηκαν πολλοὶ μάρτυρες κατηγορίας καὶ ὑπερασπίσεως, οἱ ὁποῖοι κατέθεσαν γιὰ τὶς σχέσεις τοῦ ζεύγους καὶ τὰ γεγονότα ποὺ προηγήθηκαν τοῦ ἐγκλήματος στὸ σπίτι τους στὸ Κουκάκι. xyxy=(1073,1823,1194,1966)
article-text: ΑΘΗΝΑ, 7.— Ἀπὸ τὸ κακουργιοδικεῖο Πειραιῶς καταδικάσθηκε σὲ ἰσόβια δεσμὰ γιὰ τὸν φόνο τῆς συζύγου του ὁ κατηγορούμενος, ποὺ ὑποστήριξε ὅτι ἔδρασε κάτω ἀπὸ κατάσταση ψυχικῆς ταραχῆς. Ἡ ὑπόθεση ἀπασχόλησε τὸ δικαστήριο ἐπὶ τρεῖς ἡμέρες καὶ ἐξετάσθηκαν πολλοὶ μάρτυρες κατηγορίας καὶ ὑπερασπίσεως, οἱ ὁποῖοι κατέθεσαν γιὰ τὶς σχέσεις τοῦ ζεύγους καὶ τὰ γεγονότα ποὺ προηγήθηκαν τοῦ ἐγκλήματος στὸ σπίτι τους στὸ Κουκάκι. xyxy=(572,922,742,1020)
article-text: ΑΘΗΝΑ, 7.— Ἀπὸ τὸ κακουργιοδικεῖο Πειραιῶς καταδικάσθηκε σὲ ἰσόβια δεσμὰ γιὰ τὸν φόνο τῆς συζύγου του ὁ κατηγορούμενος, ποὺ ὑποστήριξε ὅτι ἔδρασε κάτω ἀπὸ κατάσταση ψυχικῆς ταραχῆς. Ἡ ὑπόθεση ἀπασχόλησε τὸ δικαστήριο ἐπὶ τρεῖς ἡμέρες καὶ ἐξετάσθηκαν πολλοὶ μάρτυρες κατηγορίας καὶ ὑπερασπίσεως, οἱ ὁποῖοι κατέθεσαν γιὰ τὶς σχέσεις τοῦ ζεύγους καὶ τὰ γεγονότα ποὺ προηγήθηκαν τοῦ ἐγκλήματος στὸ σπίτι τους στὸ Κουκάκι. xyxy=(17,2104,165,2221)
article-text: ΑΘΗΝΑ, 7.— Ἀπὸ τὸ κακουργιοδικεῖο Πειραιῶς καταδικάσθηκε σὲ ἰσόβια δεσμὰ γιὰ τὸν φόνο τῆς συζύγου του ὁ κατηγορούμενος, ποὺ ὑποστήριξε ὅτι ἔδρασε κάτω ἀπὸ κατάσταση ψυχικῆς ταραχῆς. Ἡ ὑπόθεση ἀπασχόλησε τὸ δικαστήριο ἐπὶ τρεῖς ἡμέρες καὶ ἐξετάσθηκαν πολλοὶ μάρτυρες κατηγορίας καὶ ὑπερασπίσεως, οἱ ὁποῖοι κατέθεσαν γιὰ τὶς σχέσεις τοῦ ζεύγους καὶ τὰ γεγονότα ποὺ προηγήθηκαν τοῦ ἐγκλήματος στὸ σπίτι τους στὸ Κουκάκι. xyxy=(174,1018,363,1108)
heading-fire: ΠΥΡΚΑΓΙΑ ΑΠΟ ΘΕΡΜΑΣΤΡΑ ΣΤΟ ΝΕΟΧΩΡΙ xyxy=(761,1486,925,1512)
banner-mourning: Πένθη xyxy=(174,1502,363,1542)
column-listings xyxy=(572,0,742,2408)
article-text: ΑΘΗΝΑ, 7.— Ἀπὸ τὸ κακουργιοδικεῖο Πειραιῶς καταδικάσθηκε σὲ ἰσόβια δεσμὰ γιὰ τὸν φόνο τῆς συζύγου του ὁ κατηγορούμενος, ποὺ ὑποστήριξε ὅτι ἔδρασε κάτω ἀπὸ κατάσταση ψυχικῆς ταραχῆς. Ἡ ὑπόθεση ἀπασχόλησε τὸ δικαστήριο ἐπὶ τρεῖς ἡμέρες καὶ ἐξετάσθηκαν πολλοὶ μάρτυρες κατηγορίας καὶ ὑπερασπίσεως, οἱ ὁποῖοι κατέθεσαν γιὰ τὶς σχέσεις τοῦ ζεύγους καὶ τὰ γεγονότα ποὺ προηγήθηκαν τοῦ ἐγκλήματος στὸ σπίτι τους στὸ Κουκάκι. xyxy=(1203,1677,1323,1820)
article-text: ΑΘΗΝΑ, 7.— Ἀπὸ τὸ κακουργιοδικεῖο Πειραιῶς καταδικάσθηκε σὲ ἰσόβια δεσμὰ γιὰ τὸν φόνο τῆς συζύγου του ὁ κατηγορούμενος, ποὺ ὑποστήριξε ὅτι ἔδρασε κάτω ἀπὸ κατάσταση ψυχικῆς ταραχῆς. Ἡ ὑπόθεση ἀπασχόλησε τὸ δικαστήριο ἐπὶ τρεῖς ἡμέρες καὶ ἐξετάσθηκαν πολλοὶ μάρτυρες κατηγορίας καὶ ὑπερασπίσεως, οἱ ὁποῖοι κατέθεσαν γιὰ τὶς σχέσεις τοῦ ζεύγους καὶ τὰ γεγονότα ποὺ προηγήθηκαν τοῦ ἐγκλήματος στὸ σπίτι τους στὸ Κουκάκι. xyxy=(1335,1214,1508,1313)
article-text: ΑΘΗΝΑ, 7.— Ἀπὸ τὸ κακουργιοδικεῖο Πειραιῶς καταδικάσθηκε σὲ ἰσόβια δεσμὰ γιὰ τὸν φόνο τῆς συζύγου του ὁ κατηγορούμενος, ποὺ ὑποστήριξε ὅτι ἔδρασε κάτω ἀπὸ κατάσταση ψυχικῆς ταραχῆς. Ἡ ὑπόθεση ἀπασχόλησε τὸ δικαστήριο ἐπὶ τρεῖς ἡμέρες καὶ ἐξετάσθηκαν πολλοὶ μάρτυρες κατηγορίας καὶ ὑπερασπίσεως, οἱ ὁποῖοι κατέθεσαν γιὰ τὶς σχέσεις τοῦ ζεύγους καὶ τὰ γεγονότα ποὺ προηγήθηκαν τοῦ ἐγκλήματος στὸ σπίτι τους στὸ Κουκάκι. xyxy=(572,221,742,319)
heading-hand: Μαθήματα στὴ ΧΑΝΘ xyxy=(402,1594,533,1607)
banner-new-discs: Νέοι δίσκοι xyxy=(572,2007,742,2036)
heading-girl-attack: ΚΑΚΟΠΟΙΗΣΕ ΚΟΡΙΤΣΑΚΙ ΜΕ ΤΗΝ ΑΠΕΙΛΗ ΜΑΧΑΙΡΙΟΥ xyxy=(1343,461,1501,501)
heading-wedding-fire: ΠΕΘΑΝΕ ΣΤΟ ΕΠΙΠΛΟΠΟΙΕΙΟ ΤΟΥ ΓΑΜΠΡΟΥ ΤΟΥ xyxy=(760,1606,926,1632)
article-text: ΑΘΗΝΑ, 7.— Ἀπὸ τὸ κακουργιοδικεῖο Πειραιῶς καταδικάσθηκε σὲ ἰσόβια δεσμὰ γιὰ τὸν φόνο τῆς συζύγου του ὁ κατηγορούμενος, ποὺ ὑποστήριξε ὅτι ἔδρασε κάτω ἀπὸ κατάσταση ψυχικῆς ταραχῆς. Ἡ ὑπόθεση ἀπασχόλησε τὸ δικαστήριο ἐπὶ τρεῖς ἡμέρες καὶ ἐξετάσθηκαν πολλοὶ μάρτυρες κατηγορίας καὶ ὑπερασπίσεως, οἱ ὁποῖοι κατέθεσαν γιὰ τὶς σχέσεις τοῦ ζεύγους καὶ τὰ γεγονότα ποὺ προηγήθηκαν τοῦ ἐγκλήματος στὸ σπίτι τους στὸ Κουκάκι. xyxy=(572,2310,742,2408)
article-text: ΑΘΗΝΑ, 7.— Ἀπὸ τὸ κακουργιοδικεῖο Πειραιῶς καταδικάσθηκε σὲ ἰσόβια δεσμὰ γιὰ τὸν φόνο τῆς συζύγου του ὁ κατηγορούμενος, ποὺ ὑποστήριξε ὅτι ἔδρασε κάτω ἀπὸ κατάσταση ψυχικῆς ταραχῆς. Ἡ ὑπόθεση ἀπασχόλησε τὸ δικαστήριο ἐπὶ τρεῖς ἡμέρες καὶ ἐξετάσθηκαν πολλοὶ μάρτυρες κατηγορίας καὶ ὑπερασπίσεως, οἱ ὁποῖοι κατέθεσαν γιὰ τὶς σχέσεις τοῦ ζεύγους καὶ τὰ γεγονότα ποὺ προηγήθηκαν τοῦ ἐγκλήματος στὸ σπίτι τους στὸ Κουκάκι. xyxy=(572,1801,742,1900)
article-text: ΑΘΗΝΑ, 7.— Ἀπὸ τὸ κακουργιοδικεῖο Πειραιῶς καταδικάσθηκε σὲ ἰσόβια δεσμὰ γιὰ τὸν φόνο τῆς συζύγου του ὁ κατηγορούμενος, ποὺ ὑποστήριξε ὅτι ἔδρασε κάτω ἀπὸ κατάσταση ψυχικῆς ταραχῆς. Ἡ ὑπόθεση ἀπασχόλησε τὸ δικαστήριο ἐπὶ τρεῖς ἡμέρες καὶ ἐξετάσθηκαν πολλοὶ μάρτυρες κατηγορίας καὶ ὑπερασπίσεως, οἱ ὁποῖοι κατέθεσαν γιὰ τὶς σχέσεις τοῦ ζεύγους καὶ τὰ γεγονότα ποὺ προηγήθηκαν τοῦ ἐγκλήματος στὸ σπίτι τους στὸ Κουκάκι. xyxy=(753,292,933,382)
article-text: ΑΘΗΝΑ, 7.— Ἀπὸ τὸ κακουργιοδικεῖο Πειραιῶς καταδικάσθηκε σὲ ἰσόβια δεσμὰ γιὰ τὸν φόνο τῆς συζύγου του ὁ κατηγορούμενος, ποὺ ὑποστήριξε ὅτι ἔδρασε κάτω ἀπὸ κατάσταση ψυχικῆς ταραχῆς. Ἡ ὑπόθεση ἀπασχόλησε τὸ δικαστήριο ἐπὶ τρεῖς ἡμέρες καὶ ἐξετάσθηκαν πολλοὶ μάρτυρες κατηγορίας καὶ ὑπερασπίσεως, οἱ ὁποῖοι κατέθεσαν γιὰ τὶς σχέσεις τοῦ ζεύγους καὶ τὰ γεγονότα ποὺ προηγήθηκαν τοῦ ἐγκλήματος στὸ σπίτι τους στὸ Κουκάκι. xyxy=(1335,1072,1508,1171)
article-text: ΑΘΗΝΑ, 7.— Ἀπὸ τὸ κακουργιοδικεῖο Πειραιῶς καταδικάσθηκε σὲ ἰσόβια δεσμὰ γιὰ τὸν φόνο τῆς συζύγου του ὁ κατηγορούμενος, ποὺ ὑποστήριξε ὅτι ἔδρασε κάτω ἀπὸ κατάσταση ψυχικῆς ταραχῆς. Ἡ ὑπόθεση ἀπασχόλησε τὸ δικαστήριο ἐπὶ τρεῖς ἡμέρες καὶ ἐξετάσθηκαν πολλοὶ μάρτυρες κατηγορίας καὶ ὑπερασπίσεως, οἱ ὁποῖοι κατέθεσαν γιὰ τὶς σχέσεις τοῦ ζεύγους καὶ τὰ γεγονότα ποὺ προηγήθηκαν τοῦ ἐγκλήματος στὸ σπίτι τους στὸ Κουκάκι. xyxy=(753,1151,933,1241)
article-text: ΑΘΗΝΑ, 7.— Ἀπὸ τὸ κακουργιοδικεῖο Πειραιῶς καταδικάσθηκε σὲ ἰσόβια δεσμὰ γιὰ τὸν φόνο τῆς συζύγου του ὁ κατηγορούμενος, ποὺ ὑποστήριξε ὅτι ἔδρασε κάτω ἀπὸ κατάσταση ψυχικῆς ταραχῆς. Ἡ ὑπόθεση ἀπασχόλησε τὸ δικαστήριο ἐπὶ τρεῖς ἡμέρες καὶ ἐξετάσθηκαν πολλοὶ μάρτυρες κατηγορίας καὶ ὑπερασπίσεως, οἱ ὁποῖοι κατέθεσαν γιὰ τὶς σχέσεις τοῦ ζεύγους καὶ τὰ γεγονότα ποὺ προηγήθηκαν τοῦ ἐγκλήματος στὸ σπίτι τους στὸ Κουκάκι. xyxy=(572,573,742,671)
article-text: ΑΘΗΝΑ, 7.— Ἀπὸ τὸ κακουργιοδικεῖο Πειραιῶς καταδικάσθηκε σὲ ἰσόβια δεσμὰ γιὰ τὸν φόνο τῆς συζύγου του ὁ κατηγορούμενος, ποὺ ὑποστήριξε ὅτι ἔδρασε κάτω ἀπὸ κατάσταση ψυχικῆς ταραχῆς. Ἡ ὑπόθεση ἀπασχόλησε τὸ δικαστήριο ἐπὶ τρεῖς ἡμέρες καὶ ἐξετάσθηκαν πολλοὶ μάρτυρες κατηγορίας καὶ ὑπερασπίσεως, οἱ ὁποῖοι κατέθεσαν γιὰ τὶς σχέσεις τοῦ ζεύγους καὶ τὰ γεγονότα ποὺ προηγήθηκαν τοῦ ἐγκλήματος στὸ σπίτι τους στὸ Κουκάκι. xyxy=(375,186,560,276)
heading-donations: Δωρεαί xyxy=(17,245,74,261)
article-text: ΑΘΗΝΑ, 7.— Ἀπὸ τὸ κακουργιοδικεῖο Πειραιῶς καταδικάσθηκε σὲ ἰσόβια δεσμὰ γιὰ τὸν φόνο τῆς συζύγου του ὁ κατηγορούμενος, ποὺ ὑποστήριξε ὅτι ἔδρασε κάτω ἀπὸ κατάσταση ψυχικῆς ταραχῆς. Ἡ ὑπόθεση ἀπασχόλησε τὸ δικαστήριο ἐπὶ τρεῖς ἡμέρες καὶ ἐξετάσθηκαν πολλοὶ μάρτυρες κατηγορίας καὶ ὑπερασπίσεως, οἱ ὁποῖοι κατέθεσαν γιὰ τὶς σχέσεις τοῦ ζεύγους καὶ τὰ γεγονότα ποὺ προηγήθηκαν τοῦ ἐγκλήματος στὸ σπίτι τους στὸ Κουκάκι. xyxy=(1203,1173,1323,1316)
article-text: ΑΘΗΝΑ, 7.— Ἀπὸ τὸ κακουργιοδικεῖο Πειραιῶς καταδικάσθηκε σὲ ἰσόβια δεσμὰ γιὰ τὸν φόνο τῆς συζύγου του ὁ κατηγορούμενος, ποὺ ὑποστήριξε ὅτι ἔδρασε κάτω ἀπὸ κατάσταση ψυχικῆς ταραχῆς. Ἡ ὑπόθεση ἀπασχόλησε τὸ δικαστήριο ἐπὶ τρεῖς ἡμέρες καὶ ἐξετάσθηκαν πολλοὶ μάρτυρες κατηγορίας καὶ ὑπερασπίσεως, οἱ ὁποῖοι κατέθεσαν γιὰ τὶς σχέσεις τοῦ ζεύγους καὶ τὰ γεγονότα ποὺ προηγήθηκαν τοῦ ἐγκλήματος στὸ σπίτι τους στὸ Κουκάκι. xyxy=(753,549,933,639)
headline-village-a: ΜΕ ΚΑΡΑΜΠΙΝΑ ΚΑΙ ΤΣΕΚΟΥΡΙ xyxy=(996,1494,1271,1557)
article-text: ΑΘΗΝΑ, 7.— Ἀπὸ τὸ κακουργιοδικεῖο Πειραιῶς καταδικάσθηκε σὲ ἰσόβια δεσμὰ γιὰ τὸν φόνο τῆς συζύγου του ὁ κατηγορούμενος, ποὺ ὑποστήριξε ὅτι ἔδρασε κάτω ἀπὸ κατάσταση ψυχικῆς ταραχῆς. Ἡ ὑπόθεση ἀπασχόλησε τὸ δικαστήριο ἐπὶ τρεῖς ἡμέρες καὶ ἐξετάσθηκαν πολλοὶ μάρτυρες κατηγορίας καὶ ὑπερασπίσεως, οἱ ὁποῖοι κατέθεσαν γιὰ τὶς σχέσεις τοῦ ζεύγους καὶ τὰ γεγονότα ποὺ προηγήθηκαν τοῦ ἐγκλήματος στὸ σπίτι τους στὸ Κουκάκι. xyxy=(572,1566,742,1664)
headline-clinic-c: ἕναν μανιώδη τοξικομανῆ xyxy=(1017,902,1250,966)
heading-thessaloniki: Θεσσαλονίκη xyxy=(174,540,262,554)
banner-radio: Τὸ ραδιόφωνον xyxy=(174,500,363,534)
article-text: ΑΘΗΝΑ, 7.— Ἀπὸ τὸ κακουργιοδικεῖο Πειραιῶς καταδικάσθηκε σὲ ἰσόβια δεσμὰ γιὰ τὸν φόνο τῆς συζύγου του ὁ κατηγορούμενος, ποὺ ὑποστήριξε ὅτι ἔδρασε κάτω ἀπὸ κατάσταση ψυχικῆς ταραχῆς. Ἡ ὑπόθεση ἀπασχόλησε τὸ δικαστήριο ἐπὶ τρεῖς ἡμέρες καὶ ἐξετάσθηκαν πολλοὶ μάρτυρες κατηγορίας καὶ ὑπερασπίσεως, οἱ ὁποῖοι κατέθεσαν γιὰ τὶς σχέσεις τοῦ ζεύγους καὶ τὰ γεγονότα ποὺ προηγήθηκαν τοῦ ἐγκλήματος στὸ σπίτι τους στὸ Κουκάκι. xyxy=(375,1408,560,1497)
article-text: ΑΘΗΝΑ, 7.— Ἀπὸ τὸ κακουργιοδικεῖο Πειραιῶς καταδικάσθηκε σὲ ἰσόβια δεσμὰ γιὰ τὸν φόνο τῆς συζύγου του ὁ κατηγορούμενος, ποὺ ὑποστήριξε ὅτι ἔδρασε κάτω ἀπὸ κατάσταση ψυχικῆς ταραχῆς. Ἡ ὑπόθεση ἀπασχόλησε τὸ δικαστήριο ἐπὶ τρεῖς ἡμέρες καὶ ἐξετάσθηκαν πολλοὶ μάρτυρες κατηγορίας καὶ ὑπερασπίσεως, οἱ ὁποῖοι κατέθεσαν γιὰ τὶς σχέσεις τοῦ ζεύγους καὶ τὰ γεγονότα ποὺ προηγήθηκαν τοῦ ἐγκλήματος στὸ σπίτι τους στὸ Κουκάκι. xyxy=(572,2062,742,2161)
article-text: ΑΘΗΝΑ, 7.— Ἀπὸ τὸ κακουργιοδικεῖο Πειραιῶς καταδικάσθηκε σὲ ἰσόβια δεσμὰ γιὰ τὸν φόνο τῆς συζύγου του ὁ κατηγορούμενος, ποὺ ὑποστήριξε ὅτι ἔδρασε κάτω ἀπὸ κατάσταση ψυχικῆς ταραχῆς. Ἡ ὑπόθεση ἀπασχόλησε τὸ δικαστήριο ἐπὶ τρεῖς ἡμέρες καὶ ἐξετάσθηκαν πολλοὶ μάρτυρες κατηγορίας καὶ ὑπερασπίσεως, οἱ ὁποῖοι κατέθεσαν γιὰ τὶς σχέσεις τοῦ ζεύγους καὶ τὰ γεγονότα ποὺ προηγήθηκαν τοῦ ἐγκλήματος στὸ σπίτι τους στὸ Κουκάκι. xyxy=(174,2104,363,2193)
article-text: ΑΘΗΝΑ, 7.— Ἀπὸ τὸ κακουργιοδικεῖο Πειραιῶς καταδικάσθηκε σὲ ἰσόβια δεσμὰ γιὰ τὸν φόνο τῆς συζύγου του ὁ κατηγορούμενος, ποὺ ὑποστήριξε ὅτι ἔδρασε κάτω ἀπὸ κατάσταση ψυχικῆς ταραχῆς. Ἡ ὑπόθεση ἀπασχόλησε τὸ δικαστήριο ἐπὶ τρεῖς ἡμέρες καὶ ἐξετάσθηκαν πολλοὶ μάρτυρες κατηγορίας καὶ ὑπερασπίσεως, οἱ ὁποῖοι κατέθεσαν γιὰ τὶς σχέσεις τοῦ ζεύγους καὶ τὰ γεγονότα ποὺ προηγήθηκαν τοῦ ἐγκλήματος στὸ σπίτι τους στὸ Κουκάκι. xyxy=(174,1547,363,1637)
article-text: ΑΘΗΝΑ, 7.— Ἀπὸ τὸ κακουργιοδικεῖο Πειραιῶς καταδικάσθηκε σὲ ἰσόβια δεσμὰ γιὰ τὸν φόνο τῆς συζύγου του ὁ κατηγορούμενος, ποὺ ὑποστήριξε ὅτι ἔδρασε κάτω ἀπὸ κατάσταση ψυχικῆς ταραχῆς. Ἡ ὑπόθεση ἀπασχόλησε τὸ δικαστήριο ἐπὶ τρεῖς ἡμέρες καὶ ἐξετάσθηκαν πολλοὶ μάρτυρες κατηγορίας καὶ ὑπερασπίσεως, οἱ ὁποῖοι κατέθεσαν γιὰ τὶς σχέσεις τοῦ ζεύγους καὶ τὰ γεγονότα ποὺ προηγήθηκαν τοῦ ἐγκλήματος στὸ σπίτι τους στὸ Κουκάκι. xyxy=(572,1699,742,1797)
article-text: ΑΘΗΝΑ, 7.— Ἀπὸ τὸ κακουργιοδικεῖο Πειραιῶς καταδικάσθηκε σὲ ἰσόβια δεσμὰ γιὰ τὸν φόνο τῆς συζύγου του ὁ κατηγορούμενος, ποὺ ὑποστήριξε ὅτι ἔδρασε κάτω ἀπὸ κατάσταση ψυχικῆς ταραχῆς. Ἡ ὑπόθεση ἀπασχόλησε τὸ δικαστήριο ἐπὶ τρεῖς ἡμέρες καὶ ἐξετάσθηκαν πολλοὶ μάρτυρες κατηγορίας καὶ ὑπερασπίσεως, οἱ ὁποῖοι κατέθεσαν γιὰ τὶς σχέσεις τοῦ ζεύγους καὶ τὰ γεγονότα ποὺ προηγήθηκαν τοῦ ἐγκλήματος στὸ σπίτι τους στὸ Κουκάκι. xyxy=(174,1314,363,1404)
article-text: ΑΘΗΝΑ, 7.— Ἀπὸ τὸ κακουργιοδικεῖο Πειραιῶς καταδικάσθηκε σὲ ἰσόβια δεσμὰ γιὰ τὸν φόνο τῆς συζύγου του ὁ κατηγορούμενος, ποὺ ὑποστήριξε ὅτι ἔδρασε κάτω ἀπὸ κατάσταση ψυχικῆς ταραχῆς. Ἡ ὑπόθεση ἀπασχόλησε τὸ δικαστήριο ἐπὶ τρεῖς ἡμέρες καὶ ἐξετάσθηκαν πολλοὶ μάρτυρες κατηγορίας καὶ ὑπερασπίσεως, οἱ ὁποῖοι κατέθεσαν γιὰ τὶς σχέσεις τοῦ ζεύγους καὶ τὰ γεγονότα ποὺ προηγήθηκαν τοῦ ἐγκλήματος στὸ σπίτι τους στὸ Κουκάκι. xyxy=(753,806,933,895)
heading-economic: ΟΙΚΟΝΟΜΙΚΗ ΕΝΙΣΧΥΣΗ ΣΤΗΝ ΑΣΤΥΝΟΜΙΑ xyxy=(755,1124,931,1150)
banner-tv: τηλεόρασις xyxy=(174,57,363,91)
article-text: ΑΘΗΝΑ, 7.— Ἀπὸ τὸ κακουργιοδικεῖο Πειραιῶς καταδικάσθηκε σὲ ἰσόβια δεσμὰ γιὰ τὸν φόνο τῆς συζύγου του ὁ κατηγορούμενος, ποὺ ὑποστήριξε ὅτι ἔδρασε κάτω ἀπὸ κατάσταση ψυχικῆς ταραχῆς. Ἡ ὑπόθεση ἀπασχόλησε τὸ δικαστήριο ἐπὶ τρεῖς ἡμέρες καὶ ἐξετάσθηκαν πολλοὶ μάρτυρες κατηγορίας καὶ ὑπερασπίσεως, οἱ ὁποῖοι κατέθεσαν γιὰ τὶς σχέσεις τοῦ ζεύγους καὶ τὰ γεγονότα ποὺ προηγήθηκαν τοῦ ἐγκλήματος στὸ σπίτι τους στὸ Κουκάκι. xyxy=(753,1513,933,1602)
article-text: ΑΘΗΝΑ, 7.— Ἀπὸ τὸ κακουργιοδικεῖο Πειραιῶς καταδικάσθηκε σὲ ἰσόβια δεσμὰ γιὰ τὸν φόνο τῆς συζύγου του ὁ κατηγορούμενος, ποὺ ὑποστήριξε ὅτι ἔδρασε κάτω ἀπὸ κατάσταση ψυχικῆς ταραχῆς. Ἡ ὑπόθεση ἀπασχόλησε τὸ δικαστήριο ἐπὶ τρεῖς ἡμέρες καὶ ἐξετάσθηκαν πολλοὶ μάρτυρες κατηγορίας καὶ ὑπερασπίσεως, οἱ ὁποῖοι κατέθεσαν γιὰ τὶς σχέσεις τοῦ ζεύγους καὶ τὰ γεγονότα ποὺ προηγήθηκαν τοῦ ἐγκλήματος στὸ σπίτι τους στὸ Κουκάκι. xyxy=(17,124,165,239)
article-text: ΑΘΗΝΑ, 7.— Ἀπὸ τὸ κακουργιοδικεῖο Πειραιῶς καταδικάσθηκε σὲ ἰσόβια δεσμὰ γιὰ τὸν φόνο τῆς συζύγου του ὁ κατηγορούμενος, ποὺ ὑποστήριξε ὅτι ἔδρασε κάτω ἀπὸ κατάσταση ψυχικῆς ταραχῆς. Ἡ ὑπόθεση ἀπασχόλησε τὸ δικαστήριο ἐπὶ τρεῖς ἡμέρες καὶ ἐξετάσθηκαν πολλοὶ μάρτυρες κατηγορίας καὶ ὑπερασπίσεως, οἱ ὁποῖοι κατέθεσαν γιὰ τὶς σχέσεις τοῦ ζεύγους καὶ τὰ γεγονότα ποὺ προηγήθηκαν τοῦ ἐγκλήματος στὸ σπίτι τους στὸ Κουκάκι. xyxy=(174,204,363,292)
article-text: ΑΘΗΝΑ, 7.— Ἀπὸ τὸ κακουργιοδικεῖο Πειραιῶς καταδικάσθηκε σὲ ἰσόβια δεσμὰ γιὰ τὸν φόνο τῆς συζύγου του ὁ κατηγορούμενος, ποὺ ὑποστήριξε ὅτι ἔδρασε κάτω ἀπὸ κατάσταση ψυχικῆς ταραχῆς. Ἡ ὑπόθεση ἀπασχόλησε τὸ δικαστήριο ἐπὶ τρεῖς ἡμέρες καὶ ἐξετάσθηκαν πολλοὶ μάρτυρες κατηγορίας καὶ ὑπερασπίσεως, οἱ ὁποῖοι κατέθεσαν γιὰ τὶς σχέσεις τοῦ ζεύγους καὶ τὰ γεγονότα ποὺ προηγήθηκαν τοῦ ἐγκλήματος στὸ σπίτι τους στὸ Κουκάκι. xyxy=(375,734,560,823)
article-text: ΑΘΗΝΑ, 7.— Ἀπὸ τὸ κακουργιοδικεῖο Πειραιῶς καταδικάσθηκε σὲ ἰσόβια δεσμὰ γιὰ τὸν φόνο τῆς συζύγου του ὁ κατηγορούμενος, ποὺ ὑποστήριξε ὅτι ἔδρασε κάτω ἀπὸ κατάσταση ψυχικῆς ταραχῆς. Ἡ ὑπόθεση ἀπασχόλησε τὸ δικαστήριο ἐπὶ τρεῖς ἡμέρες καὶ ἐξετάσθηκαν πολλοὶ μάρτυρες κατηγορίας καὶ ὑπερασπίσεως, οἱ ὁποῖοι κατέθεσαν γιὰ τὶς σχέσεις τοῦ ζεύγους καὶ τὰ γεγονότα ποὺ προηγήθηκαν τοῦ ἐγκλήματος στὸ σπίτι τους στὸ Κουκάκι. xyxy=(1335,343,1508,441)
article-text: ΑΘΗΝΑ, 7.— Ἀπὸ τὸ κακουργιοδικεῖο Πειραιῶς καταδικάσθηκε σὲ ἰσόβια δεσμὰ γιὰ τὸν φόνο τῆς συζύγου του ὁ κατηγορούμενος, ποὺ ὑποστήριξε ὅτι ἔδρασε κάτω ἀπὸ κατάσταση ψυχικῆς ταραχῆς. Ἡ ὑπόθεση ἀπασχόλησε τὸ δικαστήριο ἐπὶ τρεῖς ἡμέρες καὶ ἐξετάσθηκαν πολλοὶ μάρτυρες κατηγορίας καὶ ὑπερασπίσεως, οἱ ὁποῖοι κατέθεσαν γιὰ τὶς σχέσεις τοῦ ζεύγους καὶ τὰ γεγονότα ποὺ προηγήθηκαν τοῦ ἐγκλήματος στὸ σπίτι τους στὸ Κουκάκι. xyxy=(572,1903,742,2001)
heading-ert: ΕΡΤ xyxy=(174,97,197,109)
heading-women: Οἱ γυναῖκες ἐπιστήμονες xyxy=(391,1392,544,1406)
heading-thieves: ΚΛΕΦΤΕΣ ΡΗΜΑΞΑΝ ΕΞΟΧΙΚΟ ΣΠΙΤΙ ΕΠΙΧΕΙΡΗΜΑΤΙΑ xyxy=(758,1366,928,1390)
article-text: ΑΘΗΝΑ, 7.— Ἀπὸ τὸ κακουργιοδικεῖο Πειραιῶς καταδικάσθηκε σὲ ἰσόβια δεσμὰ γιὰ τὸν φόνο τῆς συζύγου του ὁ κατηγορούμενος, ποὺ ὑποστήριξε ὅτι ἔδρασε κάτω ἀπὸ κατάσταση ψυχικῆς ταραχῆς. Ἡ ὑπόθεση ἀπασχόλησε τὸ δικαστήριο ἐπὶ τρεῖς ἡμέρες καὶ ἐξετάσθηκαν πολλοὶ μάρτυρες κατηγορίας καὶ ὑπερασπίσεως, οἱ ὁποῖοι κατέθεσαν γιὰ τὶς σχέσεις τοῦ ζεύγους καὶ τὰ γεγονότα ποὺ προηγήθηκαν τοῦ ἐγκλήματος στὸ σπίτι τους στὸ Κουκάκι. xyxy=(174,1919,363,2008)
article-text: ΑΘΗΝΑ, 7.— Ἀπὸ τὸ κακουργιοδικεῖο Πειραιῶς καταδικάσθηκε σὲ ἰσόβια δεσμὰ γιὰ τὸν φόνο τῆς συζύγου του ὁ κατηγορούμενος, ποὺ ὑποστήριξε ὅτι ἔδρασε κάτω ἀπὸ κατάσταση ψυχικῆς ταραχῆς. Ἡ ὑπόθεση ἀπασχόλησε τὸ δικαστήριο ἐπὶ τρεῖς ἡμέρες καὶ ἐξετάσθηκαν πολλοὶ μάρτυρες κατηγορίας καὶ ὑπερασπίσεως, οἱ ὁποῖοι κατέθεσαν γιὰ τὶς σχέσεις τοῦ ζεύγους καὶ τὰ γεγονότα ποὺ προηγήθηκαν τοῦ ἐγκλήματος στὸ σπίτι τους στὸ Κουκάκι. xyxy=(944,1173,1065,1316)
kicker-penteli: ΣΤΗΝ ΠΕΝΤΕΛΗ xyxy=(1384,446,1459,456)
lawyers-article-body xyxy=(944,2040,1323,2187)
album-cover-image xyxy=(572,2166,645,2249)
article-text: ΑΘΗΝΑ, 7.— Ἀπὸ τὸ κακουργιοδικεῖο Πειραιῶς καταδικάσθηκε σὲ ἰσόβια δεσμὰ γιὰ τὸν φόνο τῆς συζύγου του ὁ κατηγορούμενος, ποὺ ὑποστήριξε ὅτι ἔδρασε κάτω ἀπὸ κατάσταση ψυχικῆς ταραχῆς. Ἡ ὑπόθεση ἀπασχόλησε τὸ δικαστήριο ἐπὶ τρεῖς ἡμέρες καὶ ἐξετάσθηκαν πολλοὶ μάρτυρες κατηγορίας καὶ ὑπερασπίσεως, οἱ ὁποῖοι κατέθεσαν γιὰ τὶς σχέσεις τοῦ ζεύγους καὶ τὰ γεγονότα ποὺ προηγήθηκαν τοῦ ἐγκλήματος στὸ σπίτι τους στὸ Κουκάκι. xyxy=(753,1863,933,1952)
article-text: ΑΘΗΝΑ, 7.— Ἀπὸ τὸ κακουργιοδικεῖο Πειραιῶς καταδικάσθηκε σὲ ἰσόβια δεσμὰ γιὰ τὸν φόνο τῆς συζύγου του ὁ κατηγορούμενος, ποὺ ὑποστήριξε ὅτι ἔδρασε κάτω ἀπὸ κατάσταση ψυχικῆς ταραχῆς. Ἡ ὑπόθεση ἀπασχόλησε τὸ δικαστήριο ἐπὶ τρεῖς ἡμέρες καὶ ἐξετάσθηκαν πολλοὶ μάρτυρες κατηγορίας καὶ ὑπερασπίσεως, οἱ ὁποῖοι κατέθεσαν γιὰ τὶς σχέσεις τοῦ ζεύγους καὶ τὰ γεγονότα ποὺ προηγήθηκαν τοῦ ἐγκλήματος στὸ σπίτι τους στὸ Κουκάκι. xyxy=(1073,1173,1194,1316)
article-text: ΑΘΗΝΑ, 7.— Ἀπὸ τὸ κακουργιοδικεῖο Πειραιῶς καταδικάσθηκε σὲ ἰσόβια δεσμὰ γιὰ τὸν φόνο τῆς συζύγου του ὁ κατηγορούμενος, ποὺ ὑποστήριξε ὅτι ἔδρασε κάτω ἀπὸ κατάσταση ψυχικῆς ταραχῆς. Ἡ ὑπόθεση ἀπασχόλησε τὸ δικαστήριο ἐπὶ τρεῖς ἡμέρες καὶ ἐξετάσθηκαν πολλοὶ μάρτυρες κατηγορίας καὶ ὑπερασπίσεως, οἱ ὁποῖοι κατέθεσαν γιὰ τὶς σχέσεις τοῦ ζεύγους καὶ τὰ γεγονότα ποὺ προηγήθηκαν τοῦ ἐγκλήματος στὸ σπίτι τους στὸ Κουκάκι. xyxy=(572,424,742,522)
section-rule xyxy=(944,1974,1323,1975)
article-text: ΑΘΗΝΑ, 7.— Ἀπὸ τὸ κακουργιοδικεῖο Πειραιῶς καταδικάσθηκε σὲ ἰσόβια δεσμὰ γιὰ τὸν φόνο τῆς συζύγου του ὁ κατηγορούμενος, ποὺ ὑποστήριξε ὅτι ἔδρασε κάτω ἀπὸ κατάσταση ψυχικῆς ταραχῆς. Ἡ ὑπόθεση ἀπασχόλησε τὸ δικαστήριο ἐπὶ τρεῖς ἡμέρες καὶ ἐξετάσθηκαν πολλοὶ μάρτυρες κατηγορίας καὶ ὑπερασπίσεως, οἱ ὁποῖοι κατέθεσαν γιὰ τὶς σχέσεις τοῦ ζεύγους καὶ τὰ γεγονότα ποὺ προηγήθηκαν τοῦ ἐγκλήματος στὸ σπίτι τους στὸ Κουκάκι. xyxy=(1335,139,1508,238)
article-text: ΑΘΗΝΑ, 7.— Ἀπὸ τὸ κακουργιοδικεῖο Πειραιῶς καταδικάσθηκε σὲ ἰσόβια δεσμὰ γιὰ τὸν φόνο τῆς συζύγου του ὁ κατηγορούμενος, ποὺ ὑποστήριξε ὅτι ἔδρασε κάτω ἀπὸ κατάσταση ψυχικῆς ταραχῆς. Ἡ ὑπόθεση ἀπασχόλησε τὸ δικαστήριο ἐπὶ τρεῖς ἡμέρες καὶ ἐξετάσθηκαν πολλοὶ μάρτυρες κατηγορίας καὶ ὑπερασπίσεως, οἱ ὁποῖοι κατέθεσαν γιὰ τὶς σχέσεις τοῦ ζεύγους καὶ τὰ γεγονότα ποὺ προηγήθηκαν τοῦ ἐγκλήματος στὸ σπίτι τους στὸ Κουκάκι. xyxy=(1335,240,1508,339)
article-text: ΑΘΗΝΑ, 7.— Ἀπὸ τὸ κακουργιοδικεῖο Πειραιῶς καταδικάσθηκε σὲ ἰσόβια δεσμὰ γιὰ τὸν φόνο τῆς συζύγου του ὁ κατηγορούμενος, ποὺ ὑποστήριξε ὅτι ἔδρασε κάτω ἀπὸ κατάσταση ψυχικῆς ταραχῆς. Ἡ ὑπόθεση ἀπασχόλησε τὸ δικαστήριο ἐπὶ τρεῖς ἡμέρες καὶ ἐξετάσθηκαν πολλοὶ μάρτυρες κατηγορίας καὶ ὑπερασπίσεως, οἱ ὁποῖοι κατέθεσαν γιὰ τὶς σχέσεις τοῦ ζεύγους καὶ τὰ γεγονότα ποὺ προηγήθηκαν τοῦ ἐγκλήματος στὸ σπίτι τους στὸ Κουκάκι. xyxy=(944,470,1323,611)
heading-slogans: ΣΥΝΘΗΜΑΤΑ ΕΝΑΝΤΙΟΝ ΤΗΣ ΚΥΒΕΡΝΗΣΕΩΣ xyxy=(1338,1317,1505,1342)
kicker-crete: ΣΤΗΝ ΚΡΗΤΗ xyxy=(812,644,874,654)
headline-village-b: «ΑΙΧΜΑΛΩΤΙΣΕ» ΕΝΑ ΧΩΡΙΟ xyxy=(988,1553,1279,1617)
source-line: ΑΠΟ ΤΟ ΚΑΚΟΥΡΓΙΟΔΙΚΕΙΟ xyxy=(779,23,907,32)
article-text: ΑΘΗΝΑ, 7.— Ἀπὸ τὸ κακουργιοδικεῖο Πειραιῶς καταδικάσθηκε σὲ ἰσόβια δεσμὰ γιὰ τὸν φόνο τῆς συζύγου του ὁ κατηγορούμενος, ποὺ ὑποστήριξε ὅτι ἔδρασε κάτω ἀπὸ κατάσταση ψυχικῆς ταραχῆς. Ἡ ὑπόθεση ἀπασχόλησε τὸ δικαστήριο ἐπὶ τρεῖς ἡμέρες καὶ ἐξετάσθηκαν πολλοὶ μάρτυρες κατηγορίας καὶ ὑπερασπίσεως, οἱ ὁποῖοι κατέθεσαν γιὰ τὶς σχέσεις τοῦ ζεύγους καὶ τὰ γεγονότα ποὺ προηγήθηκαν τοῦ ἐγκλήματος στὸ σπίτι τους στὸ Κουκάκι. xyxy=(1203,1823,1323,1966)
article-text: ΑΘΗΝΑ, 7.— Ἀπὸ τὸ κακουργιοδικεῖο Πειραιῶς καταδικάσθηκε σὲ ἰσόβια δεσμὰ γιὰ τὸν φόνο τῆς συζύγου του ὁ κατηγορούμενος, ποὺ ὑποστήριξε ὅτι ἔδρασε κάτω ἀπὸ κατάσταση ψυχικῆς ταραχῆς. Ἡ ὑπόθεση ἀπασχόλησε τὸ δικαστήριο ἐπὶ τρεῖς ἡμέρες καὶ ἐξετάσθηκαν πολλοὶ μάρτυρες κατηγορίας καὶ ὑπερασπίσεως, οἱ ὁποῖοι κατέθεσαν γιὰ τὶς σχέσεις τοῦ ζεύγους καὶ τὰ γεγονότα ποὺ προηγήθηκαν τοῦ ἐγκλήματος στὸ σπίτι τους στὸ Κουκάκι. xyxy=(753,1031,933,1121)
article-text: ΑΘΗΝΑ, 7.— Ἀπὸ τὸ κακουργιοδικεῖο Πειραιῶς καταδικάσθηκε σὲ ἰσόβια δεσμὰ γιὰ τὸν φόνο τῆς συζύγου του ὁ κατηγορούμενος, ποὺ ὑποστήριξε ὅτι ἔδρασε κάτω ἀπὸ κατάσταση ψυχικῆς ταραχῆς. Ἡ ὑπόθεση ἀπασχόλησε τὸ δικαστήριο ἐπὶ τρεῖς ἡμέρες καὶ ἐξετάσθηκαν πολλοὶ μάρτυρες κατηγορίας καὶ ὑπερασπίσεως, οἱ ὁποῖοι κατέθεσαν γιὰ τὶς σχέσεις τοῦ ζεύγους καὶ τὰ γεγονότα ποὺ προηγήθηκαν τοῦ ἐγκλήματος στὸ σπίτι τους στὸ Κουκάκι. xyxy=(753,456,933,546)
article-text: ΑΘΗΝΑ, 7.— Ἀπὸ τὸ κακουργιοδικεῖο Πειραιῶς καταδικάσθηκε σὲ ἰσόβια δεσμὰ γιὰ τὸν φόνο τῆς συζύγου του ὁ κατηγορούμενος, ποὺ ὑποστήριξε ὅτι ἔδρασε κάτω ἀπὸ κατάσταση ψυχικῆς ταραχῆς. Ἡ ὑπόθεση ἀπασχόλησε τὸ δικαστήριο ἐπὶ τρεῖς ἡμέρες καὶ ἐξετάσθηκαν πολλοὶ μάρτυρες κατηγορίας καὶ ὑπερασπίσεως, οἱ ὁποῖοι κατέθεσαν γιὰ τὶς σχέσεις τοῦ ζεύγους καὶ τὰ γεγονότα ποὺ προηγήθηκαν τοῦ ἐγκλήματος στὸ σπίτι τους στὸ Κουκάκι. xyxy=(375,975,560,1064)
article-text: ΑΘΗΝΑ, 7.— Ἀπὸ τὸ κακουργιοδικεῖο Πειραιῶς καταδικάσθηκε σὲ ἰσόβια δεσμὰ γιὰ τὸν φόνο τῆς συζύγου του ὁ κατηγορούμενος, ποὺ ὑποστήριξε ὅτι ἔδρασε κάτω ἀπὸ κατάσταση ψυχικῆς ταραχῆς. Ἡ ὑπόθεση ἀπασχόλησε τὸ δικαστήριο ἐπὶ τρεῖς ἡμέρες καὶ ἐξετάσθηκαν πολλοὶ μάρτυρες κατηγορίας καὶ ὑπερασπίσεως, οἱ ὁποῖοι κατέθεσαν γιὰ τὶς σχέσεις τοῦ ζεύγους καὶ τὰ γεγονότα ποὺ προηγήθηκαν τοῦ ἐγκλήματος στὸ σπίτι τους στὸ Κουκάκι. xyxy=(174,111,363,200)
heading-roads: 5.000.000 ΔΡΑΧΜΕΣ ΓΙΑ ΕΠΑΡΧΙΑΚΟΥΣ ΔΡΟΜΟΥΣ ΣΤΟ ΝΟΜΟ ΡΟΔΟΠΗΣ xyxy=(1335,1176,1508,1213)
article-text: ΑΘΗΝΑ, 7.— Ἀπὸ τὸ κακουργιοδικεῖο Πειραιῶς καταδικάσθηκε σὲ ἰσόβια δεσμὰ γιὰ τὸν φόνο τῆς συζύγου του ὁ κατηγορούμενος, ποὺ ὑποστήριξε ὅτι ἔδρασε κάτω ἀπὸ κατάσταση ψυχικῆς ταραχῆς. Ἡ ὑπόθεση ἀπασχόλησε τὸ δικαστήριο ἐπὶ τρεῖς ἡμέρες καὶ ἐξετάσθηκαν πολλοὶ μάρτυρες κατηγορίας καὶ ὑπερασπίσεως, οἱ ὁποῖοι κατέθεσαν γιὰ τὶς σχέσεις τοῦ ζεύγους καὶ τὰ γεγονότα ποὺ προηγήθηκαν τοῦ ἐγκλήματος στὸ σπίτι τους στὸ Κουκάκι. xyxy=(17,1311,165,1427)
article-text: ΑΘΗΝΑ, 7.— Ἀπὸ τὸ κακουργιοδικεῖο Πειραιῶς καταδικάσθηκε σὲ ἰσόβια δεσμὰ γιὰ τὸν φόνο τῆς συζύγου του ὁ κατηγορούμενος, ποὺ ὑποστήριξε ὅτι ἔδρασε κάτω ἀπὸ κατάσταση ψυχικῆς ταραχῆς. Ἡ ὑπόθεση ἀπασχόλησε τὸ δικαστήριο ἐπὶ τρεῖς ἡμέρες καὶ ἐξετάσθηκαν πολλοὶ μάρτυρες κατηγορίας καὶ ὑπερασπίσεως, οἱ ὁποῖοι κατέθεσαν γιὰ τὶς σχέσεις τοῦ ζεύγους καὶ τὰ γεγονότα ποὺ προηγήθηκαν τοῦ ἐγκλήματος στὸ σπίτι τους στὸ Κουκάκι. xyxy=(174,833,363,923)
article-text: ΑΘΗΝΑ, 7.— Ἀπὸ τὸ κακουργιοδικεῖο Πειραιῶς καταδικάσθηκε σὲ ἰσόβια δεσμὰ γιὰ τὸν φόνο τῆς συζύγου του ὁ κατηγορούμενος, ποὺ ὑποστήριξε ὅτι ἔδρασε κάτω ἀπὸ κατάσταση ψυχικῆς ταραχῆς. Ἡ ὑπόθεση ἀπασχόλησε τὸ δικαστήριο ἐπὶ τρεῖς ἡμέρες καὶ ἐξετάσθηκαν πολλοὶ μάρτυρες κατηγορίας καὶ ὑπερασπίσεως, οἱ ὁποῖοι κατέθεσαν γιὰ τὶς σχέσεις τοῦ ζεύγους καὶ τὰ γεγονότα ποὺ προηγήθηκαν τοῦ ἐγκλήματος στὸ σπίτι τους στὸ Κουκάκι. xyxy=(1335,528,1508,627)
village-article-body xyxy=(944,1677,1323,1970)
article-text: ΑΘΗΝΑ, 7.— Ἀπὸ τὸ κακουργιοδικεῖο Πειραιῶς καταδικάσθηκε σὲ ἰσόβια δεσμὰ γιὰ τὸν φόνο τῆς συζύγου του ὁ κατηγορούμενος, ποὺ ὑποστήριξε ὅτι ἔδρασε κάτω ἀπὸ κατάσταση ψυχικῆς ταραχῆς. Ἡ ὑπόθεση ἀπασχόλησε τὸ δικαστήριο ἐπὶ τρεῖς ἡμέρες καὶ ἐξετάσθηκαν πολλοὶ μάρτυρες κατηγορίας καὶ ὑπερασπίσεως, οἱ ὁποῖοι κατέθεσαν γιὰ τὶς σχέσεις τοῦ ζεύγους καὶ τὰ γεγονότα ποὺ προηγήθηκαν τοῦ ἐγκλήματος στὸ σπίτι τους στὸ Κουκάκι. xyxy=(753,1272,933,1361)
kicker-village: Στὸ Κουφόπουλο Ἠλείας xyxy=(1026,1476,1241,1496)
article-text: ΑΘΗΝΑ, 7.— Ἀπὸ τὸ κακουργιοδικεῖο Πειραιῶς καταδικάσθηκε σὲ ἰσόβια δεσμὰ γιὰ τὸν φόνο τῆς συζύγου του ὁ κατηγορούμενος, ποὺ ὑποστήριξε ὅτι ἔδρασε κάτω ἀπὸ κατάσταση ψυχικῆς ταραχῆς. Ἡ ὑπόθεση ἀπασχόλησε τὸ δικαστήριο ἐπὶ τρεῖς ἡμέρες καὶ ἐξετάσθηκαν πολλοὶ μάρτυρες κατηγορίας καὶ ὑπερασπίσεως, οἱ ὁποῖοι κατέθεσαν γιὰ τὶς σχέσεις τοῦ ζεύγους καὶ τὰ γεγονότα ποὺ προηγήθηκαν τοῦ ἐγκλήματος στὸ σπίτι τους στὸ Κουκάκι. xyxy=(753,938,933,1028)
article-text: ΑΘΗΝΑ, 7.— Ἀπὸ τὸ κακουργιοδικεῖο Πειραιῶς καταδικάσθηκε σὲ ἰσόβια δεσμὰ γιὰ τὸν φόνο τῆς συζύγου του ὁ κατηγορούμενος, ποὺ ὑποστήριξε ὅτι ἔδρασε κάτω ἀπὸ κατάσταση ψυχικῆς ταραχῆς. Ἡ ὑπόθεση ἀπασχόλησε τὸ δικαστήριο ἐπὶ τρεῖς ἡμέρες καὶ ἐξετάσθηκαν πολλοὶ μάρτυρες κατηγορίας καὶ ὑπερασπίσεως, οἱ ὁποῖοι κατέθεσαν γιὰ τὶς σχέσεις τοῦ ζεύγους καὶ τὰ γεγονότα ποὺ προηγήθηκαν τοῦ ἐγκλήματος στὸ σπίτι τους στὸ Κουκάκι. xyxy=(375,613,560,702)
banner-social: Κοινωνικά xyxy=(17,68,165,104)
subheading-businesses: ΠΑΡΟΧΗ ΔΙΕΥΚΡΙΝΗΣΕΩΝ ΓΙΑ ΜΙΚΡΑ ΚΑΤΑΣΤΗΜΑΤΑ xyxy=(1351,117,1492,138)
banner-funerals: Κηδεῖαι xyxy=(17,1552,165,1588)
heading-program: Πρόγραμμα ἔργων ψυχαγωγικοῦ ἐξοπλισμοῦ xyxy=(390,707,545,732)
heading-thanks: Εὐχαριστήρια xyxy=(17,623,117,638)
column-divider xyxy=(566,0,567,2195)
article-text: ΑΘΗΝΑ, 7.— Ἀπὸ τὸ κακουργιοδικεῖο Πειραιῶς καταδικάσθηκε σὲ ἰσόβια δεσμὰ γιὰ τὸν φόνο τῆς συζύγου του ὁ κατηγορούμενος, ποὺ ὑποστήριξε ὅτι ἔδρασε κάτω ἀπὸ κατάσταση ψυχικῆς ταραχῆς. Ἡ ὑπόθεση ἀπασχόλησε τὸ δικαστήριο ἐπὶ τρεῖς ἡμέρες καὶ ἐξετάσθηκαν πολλοὶ μάρτυρες κατηγορίας καὶ ὑπερασπίσεως, οἱ ὁποῖοι κατέθεσαν γιὰ τὶς σχέσεις τοῦ ζεύγους καὶ τὰ γεγονότα ποὺ προηγήθηκαν τοῦ ἐγκλήματος στὸ σπίτι τους στὸ Κουκάκι. xyxy=(375,94,560,184)
article-text: ΑΘΗΝΑ, 7.— Ἀπὸ τὸ κακουργιοδικεῖο Πειραιῶς καταδικάσθηκε σὲ ἰσόβια δεσμὰ γιὰ τὸν φόνο τῆς συζύγου του ὁ κατηγορούμενος, ποὺ ὑποστήριξε ὅτι ἔδρασε κάτω ἀπὸ κατάσταση ψυχικῆς ταραχῆς. Ἡ ὑπόθεση ἀπασχόλησε τὸ δικαστήριο ἐπὶ τρεῖς ἡμέρες καὶ ἐξετάσθηκαν πολλοὶ μάρτυρες κατηγορίας καὶ ὑπερασπίσεως, οἱ ὁποῖοι κατέθεσαν γιὰ τὶς σχέσεις τοῦ ζεύγους καὶ τὰ γεγονότα ποὺ προηγήθηκαν τοῦ ἐγκλήματος στὸ σπίτι τους στὸ Κουκάκι. xyxy=(572,2164,742,2307)
article-text: ΑΘΗΝΑ, 7.— Ἀπὸ τὸ κακουργιοδικεῖο Πειραιῶς καταδικάσθηκε σὲ ἰσόβια δεσμὰ γιὰ τὸν φόνο τῆς συζύγου του ὁ κατηγορούμενος, ποὺ ὑποστήριξε ὅτι ἔδρασε κάτω ἀπὸ κατάσταση ψυχικῆς ταραχῆς. Ἡ ὑπόθεση ἀπασχόλησε τὸ δικαστήριο ἐπὶ τρεῖς ἡμέρες καὶ ἐξετάσθηκαν πολλοὶ μάρτυρες κατηγορίας καὶ ὑπερασπίσεως, οἱ ὁποῖοι κατέθεσαν γιὰ τὶς σχέσεις τοῦ ζεύγους καὶ τὰ γεγονότα ποὺ προηγήθηκαν τοῦ ἐγκλήματος στὸ σπίτι τους στὸ Κουκάκι. xyxy=(174,1733,363,1822)
article-text: ΑΘΗΝΑ, 7.— Ἀπὸ τὸ κακουργιοδικεῖο Πειραιῶς καταδικάσθηκε σὲ ἰσόβια δεσμὰ γιὰ τὸν φόνο τῆς συζύγου του ὁ κατηγορούμενος, ποὺ ὑποστήριξε ὅτι ἔδρασε κάτω ἀπὸ κατάσταση ψυχικῆς ταραχῆς. Ἡ ὑπόθεση ἀπασχόλησε τὸ δικαστήριο ἐπὶ τρεῖς ἡμέρες καὶ ἐξετάσθηκαν πολλοὶ μάρτυρες κατηγορίας καὶ ὑπερασπίσεως, οἱ ὁποῖοι κατέθεσαν γιὰ τὶς σχέσεις τοῦ ζεύγους καὶ τὰ γεγονότα ποὺ προηγήθηκαν τοῦ ἐγκλήματος στὸ σπίτι τους στὸ Κουκάκι. xyxy=(944,2040,1065,2183)
subheading-attempt: Ο ΔΡΑΣΤΗΣ ΑΣΤΥΝΟΜΙΚΟΣ ΚΑΙ ΑΦΟΠΛΙΣΘΗΚΕ xyxy=(769,691,917,712)
heading-priority: Ἡ προτεραιότης τοῦ σταθμοῦ πρώτων βοηθειῶν τοῦ ΙΚΑ xyxy=(378,52,557,92)
article-text: ΑΘΗΝΑ, 7.— Ἀπὸ τὸ κακουργιοδικεῖο Πειραιῶς καταδικάσθηκε σὲ ἰσόβια δεσμὰ γιὰ τὸν φόνο τῆς συζύγου του ὁ κατηγορούμενος, ποὺ ὑποστήριξε ὅτι ἔδρασε κάτω ἀπὸ κατάσταση ψυχικῆς ταραχῆς. Ἡ ὑπόθεση ἀπασχόλησε τὸ δικαστήριο ἐπὶ τρεῖς ἡμέρες καὶ ἐξετάσθηκαν πολλοὶ μάρτυρες κατηγορίας καὶ ὑπερασπίσεως, οἱ ὁποῖοι κατέθεσαν γιὰ τὶς σχέσεις τοῦ ζεύγους καὶ τὰ γεγονότα ποὺ προηγήθηκαν τοῦ ἐγκλήματος στὸ σπίτι τους στὸ Κουκάκι. xyxy=(174,1128,363,1218)
article-text: ΑΘΗΝΑ, 7.— Ἀπὸ τὸ κακουργιοδικεῖο Πειραιῶς καταδικάσθηκε σὲ ἰσόβια δεσμὰ γιὰ τὸν φόνο τῆς συζύγου του ὁ κατηγορούμενος, ποὺ ὑποστήριξε ὅτι ἔδρασε κάτω ἀπὸ κατάσταση ψυχικῆς ταραχῆς. Ἡ ὑπόθεση ἀπασχόλησε τὸ δικαστήριο ἐπὶ τρεῖς ἡμέρες καὶ ἐξετάσθηκαν πολλοὶ μάρτυρες κατηγορίας καὶ ὑπερασπίσεως, οἱ ὁποῖοι κατέθεσαν γιὰ τὶς σχέσεις τοῦ ζεύγους καὶ τὰ γεγονότα ποὺ προηγήθηκαν τοῦ ἐγκλήματος στὸ σπίτι τους στὸ Κουκάκι. xyxy=(375,854,560,944)
article-text: ΑΘΗΝΑ, 7.— Ἀπὸ τὸ κακουργιοδικεῖο Πειραιῶς καταδικάσθηκε σὲ ἰσόβια δεσμὰ γιὰ τὸν φόνο τῆς συζύγου του ὁ κατηγορούμενος, ποὺ ὑποστήριξε ὅτι ἔδρασε κάτω ἀπὸ κατάσταση ψυχικῆς ταραχῆς. Ἡ ὑπόθεση ἀπασχόλησε τὸ δικαστήριο ἐπὶ τρεῖς ἡμέρες καὶ ἐξετάσθηκαν πολλοὶ μάρτυρες κατηγορίας καὶ ὑπερασπίσεως, οἱ ὁποῖοι κατέθεσαν γιὰ τὶς σχέσεις τοῦ ζεύγους καὶ τὰ γεγονότα ποὺ προηγήθηκαν τοῦ ἐγκλήματος στὸ σπίτι τους στὸ Κουκάκι. xyxy=(572,1023,742,1122)
article-text: ΑΘΗΝΑ, 7.— Ἀπὸ τὸ κακουργιοδικεῖο Πειραιῶς καταδικάσθηκε σὲ ἰσόβια δεσμὰ γιὰ τὸν φόνο τῆς συζύγου του ὁ κατηγορούμενος, ποὺ ὑποστήριξε ὅτι ἔδρασε κάτω ἀπὸ κατάσταση ψυχικῆς ταραχῆς. Ἡ ὑπόθεση ἀπασχόλησε τὸ δικαστήριο ἐπὶ τρεῖς ἡμέρες καὶ ἐξετάσθηκαν πολλοὶ μάρτυρες κατηγορίας καὶ ὑπερασπίσεως, οἱ ὁποῖοι κατέθεσαν γιὰ τὶς σχέσεις τοῦ ζεύγους καὶ τὰ γεγονότα ποὺ προηγήθηκαν τοῦ ἐγκλήματος στὸ σπίτι τους στὸ Κουκάκι. xyxy=(174,1639,363,1729)
suspects-photo xyxy=(948,260,1206,584)
heading-employees: Σήμερα ἡ τελετὴ τῶν ἐργαζομένων xyxy=(403,493,532,519)
article-text: ΑΘΗΝΑ, 7.— Ἀπὸ τὸ κακουργιοδικεῖο Πειραιῶς καταδικάσθηκε σὲ ἰσόβια δεσμὰ γιὰ τὸν φόνο τῆς συζύγου του ὁ κατηγορούμενος, ποὺ ὑποστήριξε ὅτι ἔδρασε κάτω ἀπὸ κατάσταση ψυχικῆς ταραχῆς. Ἡ ὑπόθεση ἀπασχόλησε τὸ δικαστήριο ἐπὶ τρεῖς ἡμέρες καὶ ἐξετάσθηκαν πολλοὶ μάρτυρες κατηγορίας καὶ ὑπερασπίσεως, οἱ ὁποῖοι κατέθεσαν γιὰ τὶς σχέσεις τοῦ ζεύγους καὶ τὰ γεγονότα ποὺ προηγήθηκαν τοῦ ἐγκλήματος στὸ σπίτι τους στὸ Κουκάκι. xyxy=(572,1329,742,1427)
article-text: ΑΘΗΝΑ, 7.— Ἀπὸ τὸ κακουργιοδικεῖο Πειραιῶς καταδικάσθηκε σὲ ἰσόβια δεσμὰ γιὰ τὸν φόνο τῆς συζύγου του ὁ κατηγορούμενος, ποὺ ὑποστήριξε ὅτι ἔδρασε κάτω ἀπὸ κατάσταση ψυχικῆς ταραχῆς. Ἡ ὑπόθεση ἀπασχόλησε τὸ δικαστήριο ἐπὶ τρεῖς ἡμέρες καὶ ἐξετάσθηκαν πολλοὶ μάρτυρες κατηγορίας καὶ ὑπερασπίσεως, οἱ ὁποῖοι κατέθεσαν γιὰ τὶς σχέσεις τοῦ ζεύγους καὶ τὰ γεγονότα ποὺ προηγήθηκαν τοῦ ἐγκλήματος στὸ σπίτι τους στὸ Κουκάκι. xyxy=(572,675,742,773)
headline-burglaries: Συναπευόμισαν ἀπὸ 60 διαρρήξεις 3.000.000 δρχ. xyxy=(972,38,1295,194)
column-divider xyxy=(168,0,169,2195)
article-text: ΑΘΗΝΑ, 7.— Ἀπὸ τὸ κακουργιοδικεῖο Πειραιῶς καταδικάσθηκε σὲ ἰσόβια δεσμὰ γιὰ τὸν φόνο τῆς συζύγου του ὁ κατηγορούμενος, ποὺ ὑποστήριξε ὅτι ἔδρασε κάτω ἀπὸ κατάσταση ψυχικῆς ταραχῆς. Ἡ ὑπόθεση ἀπασχόλησε τὸ δικαστήριο ἐπὶ τρεῖς ἡμέρες καὶ ἐξετάσθηκαν πολλοὶ μάρτυρες κατηγορίας καὶ ὑπερασπίσεως, οἱ ὁποῖοι κατέθεσαν γιὰ τὶς σχέσεις τοῦ ζεύγους καὶ τὰ γεγονότα ποὺ προηγήθηκαν τοῦ ἐγκλήματος στὸ σπίτι τους στὸ Κουκάκι. xyxy=(1335,700,1508,799)
article-text: ΑΘΗΝΑ, 7.— Ἀπὸ τὸ κακουργιοδικεῖο Πειραιῶς καταδικάσθηκε σὲ ἰσόβια δεσμὰ γιὰ τὸν φόνο τῆς συζύγου του ὁ κατηγορούμενος, ποὺ ὑποστήριξε ὅτι ἔδρασε κάτω ἀπὸ κατάσταση ψυχικῆς ταραχῆς. Ἡ ὑπόθεση ἀπασχόλησε τὸ δικαστήριο ἐπὶ τρεῖς ἡμέρες καὶ ἐξετάσθηκαν πολλοὶ μάρτυρες κατηγορίας καὶ ὑπερασπίσεως, οἱ ὁποῖοι κατέθεσαν γιὰ τὶς σχέσεις τοῦ ζεύγους καὶ τὰ γεγονότα ποὺ προηγήθηκαν τοῦ ἐγκλήματος στὸ σπίτι τους στὸ Κουκάκι. xyxy=(572,1125,742,1224)
article-text: ΑΘΗΝΑ, 7.— Ἀπὸ τὸ κακουργιοδικεῖο Πειραιῶς καταδικάσθηκε σὲ ἰσόβια δεσμὰ γιὰ τὸν φόνο τῆς συζύγου του ὁ κατηγορούμενος, ποὺ ὑποστήριξε ὅτι ἔδρασε κάτω ἀπὸ κατάσταση ψυχικῆς ταραχῆς. Ἡ ὑπόθεση ἀπασχόλησε τὸ δικαστήριο ἐπὶ τρεῖς ἡμέρες καὶ ἐξετάσθηκαν πολλοὶ μάρτυρες κατηγορίας καὶ ὑπερασπίσεως, οἱ ὁποῖοι κατέθεσαν γιὰ τὶς σχέσεις τοῦ ζεύγους καὶ τὰ γεγονότα ποὺ προηγήθηκαν τοῦ ἐγκλήματος στὸ σπίτι τους στὸ Κουκάκι. xyxy=(944,1677,1065,1820)
heading-lifetime: ΙΣΟΒΙΑ ΔΕΣΜΑ ΣΤΟ ΣΥΖΥΓΟΚΤΟΝΟ ΤΟΥ ΚΟΥΚΑΚΙΟΥ xyxy=(775,37,911,80)
kicker-thessaloniki: ΣΤΗ ΘΕΣΣΑΛΟΝΙΚΗ xyxy=(1376,58,1468,67)
article-text: ΑΘΗΝΑ, 7.— Ἀπὸ τὸ κακουργιοδικεῖο Πειραιῶς καταδικάσθηκε σὲ ἰσόβια δεσμὰ γιὰ τὸν φόνο τῆς συζύγου του ὁ κατηγορούμενος, ποὺ ὑποστήριξε ὅτι ἔδρασε κάτω ἀπὸ κατάσταση ψυχικῆς ταραχῆς. Ἡ ὑπόθεση ἀπασχόλησε τὸ δικαστήριο ἐπὶ τρεῖς ἡμέρες καὶ ἐξετάσθηκαν πολλοὶ μάρτυρες κατηγορίας καὶ ὑπερασπίσεως, οἱ ὁποῖοι κατέθεσαν γιὰ τὶς σχέσεις τοῦ ζεύγους καὶ τὰ γεγονότα ποὺ προηγήθηκαν τοῦ ἐγκλήματος στὸ σπίτι τους στὸ Κουκάκι. xyxy=(17,1015,165,1131)
article-text: ΑΘΗΝΑ, 7.— Ἀπὸ τὸ κακουργιοδικεῖο Πειραιῶς καταδικάσθηκε σὲ ἰσόβια δεσμὰ γιὰ τὸν φόνο τῆς συζύγου του ὁ κατηγορούμενος, ποὺ ὑποστήριξε ὅτι ἔδρασε κάτω ἀπὸ κατάσταση ψυχικῆς ταραχῆς. Ἡ ὑπόθεση ἀπασχόλησε τὸ δικαστήριο ἐπὶ τρεῖς ἡμέρες καὶ ἐξετάσθηκαν πολλοὶ μάρτυρες κατηγορίας καὶ ὑπερασπίσεως, οἱ ὁποῖοι κατέθεσαν γιὰ τὶς σχέσεις τοῦ ζεύγους καὶ τὰ γεγονότα ποὺ προηγήθηκαν τοῦ ἐγκλήματος στὸ σπίτι τους στὸ Κουκάκι. xyxy=(944,1823,1065,1966)
article-text: ΑΘΗΝΑ, 7.— Ἀπὸ τὸ κακουργιοδικεῖο Πειραιῶς καταδικάσθηκε σὲ ἰσόβια δεσμὰ γιὰ τὸν φόνο τῆς συζύγου του ὁ κατηγορούμενος, ποὺ ὑποστήριξε ὅτι ἔδρασε κάτω ἀπὸ κατάσταση ψυχικῆς ταραχῆς. Ἡ ὑπόθεση ἀπασχόλησε τὸ δικαστήριο ἐπὶ τρεῖς ἡμέρες καὶ ἐξετάσθηκαν πολλοὶ μάρτυρες κατηγορίας καὶ ὑπερασπίσεως, οἱ ὁποῖοι κατέθεσαν γιὰ τὶς σχέσεις τοῦ ζεύγους καὶ τὰ γεγονότα ποὺ προηγήθηκαν τοῦ ἐγκλήματος στὸ σπίτι τους στὸ Κουκάκι. xyxy=(1335,1344,1508,1443)
right-column xyxy=(1329,0,1508,2195)
disc-review-title: Β. ΤΣΙΤΣΑΝΗ: «Βάπορ ἀπ' τὴν Περσία» xyxy=(572,2041,713,2061)
heading-died-elevator: ΠΕΘΑΝΕ ΑΠΟ ΑΚΑΤΑΣΧΕΤΗ ΑΙΜΟΡΡΑΓΙΑ ΣΕ ΑΣΑΝΣΕΡ xyxy=(756,402,930,430)
article-text: ΑΘΗΝΑ, 7.— Ἀπὸ τὸ κακουργιοδικεῖο Πειραιῶς καταδικάσθηκε σὲ ἰσόβια δεσμὰ γιὰ τὸν φόνο τῆς συζύγου του ὁ κατηγορούμενος, ποὺ ὑποστήριξε ὅτι ἔδρασε κάτω ἀπὸ κατάσταση ψυχικῆς ταραχῆς. Ἡ ὑπόθεση ἀπασχόλησε τὸ δικαστήριο ἐπὶ τρεῖς ἡμέρες καὶ ἐξετάσθηκαν πολλοὶ μάρτυρες κατηγορίας καὶ ὑπερασπίσεως, οἱ ὁποῖοι κατέθεσαν γιὰ τὶς σχέσεις τοῦ ζεύγους καὶ τὰ γεγονότα ποὺ προηγήθηκαν τοῦ ἐγκλήματος στὸ σπίτι τους στὸ Κουκάκι. xyxy=(174,926,363,1016)
heading-measures: Μετάθεσις ὑπαλλήλων τοῦ νοσοκομείου xyxy=(385,373,550,398)
heading-money: 3.000.000 δραχμὲς γιὰ ὑδρεύσεις σὲ χωριά xyxy=(394,1069,541,1096)
column-crime-news xyxy=(753,0,933,2195)
article-text: ΑΘΗΝΑ, 7.— Ἀπὸ τὸ κακουργιοδικεῖο Πειραιῶς καταδικάσθηκε σὲ ἰσόβια δεσμὰ γιὰ τὸν φόνο τῆς συζύγου του ὁ κατηγορούμενος, ποὺ ὑποστήριξε ὅτι ἔδρασε κάτω ἀπὸ κατάσταση ψυχικῆς ταραχῆς. Ἡ ὑπόθεση ἀπασχόλησε τὸ δικαστήριο ἐπὶ τρεῖς ἡμέρες καὶ ἐξετάσθηκαν πολλοὶ μάρτυρες κατηγορίας καὶ ὑπερασπίσεως, οἱ ὁποῖοι κατέθεσαν γιὰ τὶς σχέσεις τοῦ ζεύγους καὶ τὰ γεγονότα ποὺ προηγήθηκαν τοῦ ἐγκλήματος στὸ σπίτι τους στὸ Κουκάκι. xyxy=(1073,1319,1194,1461)
article-text: ΑΘΗΝΑ, 7.— Ἀπὸ τὸ κακουργιοδικεῖο Πειραιῶς καταδικάσθηκε σὲ ἰσόβια δεσμὰ γιὰ τὸν φόνο τῆς συζύγου του ὁ κατηγορούμενος, ποὺ ὑποστήριξε ὅτι ἔδρασε κάτω ἀπὸ κατάσταση ψυχικῆς ταραχῆς. Ἡ ὑπόθεση ἀπασχόλησε τὸ δικαστήριο ἐπὶ τρεῖς ἡμέρες καὶ ἐξετάσθηκαν πολλοὶ μάρτυρες κατηγορίας καὶ ὑπερασπίσεως, οἱ ὁποῖοι κατέθεσαν γιὰ τὶς σχέσεις τοῦ ζεύγους καὶ τὰ γεγονότα ποὺ προηγήθηκαν τοῦ ἐγκλήματος στὸ σπίτι τους στὸ Κουκάκι. xyxy=(944,735,1323,785)
article-text: ΑΘΗΝΑ, 7.— Ἀπὸ τὸ κακουργιοδικεῖο Πειραιῶς καταδικάσθηκε σὲ ἰσόβια δεσμὰ γιὰ τὸν φόνο τῆς συζύγου του ὁ κατηγορούμενος, ποὺ ὑποστήριξε ὅτι ἔδρασε κάτω ἀπὸ κατάσταση ψυχικῆς ταραχῆς. Ἡ ὑπόθεση ἀπασχόλησε τὸ δικαστήριο ἐπὶ τρεῖς ἡμέρες καὶ ἐξετάσθηκαν πολλοὶ μάρτυρες κατηγορίας καὶ ὑπερασπίσεως, οἱ ὁποῖοι κατέθεσαν γιὰ τὶς σχέσεις τοῦ ζεύγους καὶ τὰ γεγονότα ποὺ προηγήθηκαν τοῦ ἐγκλήματος στὸ σπίτι τους στὸ Κουκάκι. xyxy=(174,2197,363,2286)
article-text: ΑΘΗΝΑ, 7.— Ἀπὸ τὸ κακουργιοδικεῖο Πειραιῶς καταδικάσθηκε σὲ ἰσόβια δεσμὰ γιὰ τὸν φόνο τῆς συζύγου του ὁ κατηγορούμενος, ποὺ ὑποστήριξε ὅτι ἔδρασε κάτω ἀπὸ κατάσταση ψυχικῆς ταραχῆς. Ἡ ὑπόθεση ἀπασχόλησε τὸ δικαστήριο ἐπὶ τρεῖς ἡμέρες καὶ ἐξετάσθηκαν πολλοὶ μάρτυρες κατηγορίας καὶ ὑπερασπίσεως, οἱ ὁποῖοι κατέθεσαν γιὰ τὶς σχέσεις τοῦ ζεύγους καὶ τὰ γεγονότα ποὺ προηγήθηκαν τοῦ ἐγκλήματος στὸ σπίτι τους στὸ Κουκάκι. xyxy=(1335,971,1508,1070)
article-text: ΑΘΗΝΑ, 7.— Ἀπὸ τὸ κακουργιοδικεῖο Πειραιῶς καταδικάσθηκε σὲ ἰσόβια δεσμὰ γιὰ τὸν φόνο τῆς συζύγου του ὁ κατηγορούμενος, ποὺ ὑποστήριξε ὅτι ἔδρασε κάτω ἀπὸ κατάσταση ψυχικῆς ταραχῆς. Ἡ ὑπόθεση ἀπασχόλησε τὸ δικαστήριο ἐπὶ τρεῖς ἡμέρες καὶ ἐξετάσθηκαν πολλοὶ μάρτυρες κατηγορίας καὶ ὑπερασπίσεως, οἱ ὁποῖοι κατέθεσαν γιὰ τὶς σχέσεις τοῦ ζεύγους καὶ τὰ γεγονότα ποὺ προηγήθηκαν τοῦ ἐγκλήματος στὸ σπίτι τους στὸ Κουκάκι. xyxy=(17,1952,165,2068)
heading-festival: Τὰ γιὰ τοὺς ψυχολόγους xyxy=(394,1703,541,1716)
article-text: ΑΘΗΝΑ, 7.— Ἀπὸ τὸ κακουργιοδικεῖο Πειραιῶς καταδικάσθηκε σὲ ἰσόβια δεσμὰ γιὰ τὸν φόνο τῆς συζύγου του ὁ κατηγορούμενος, ποὺ ὑποστήριξε ὅτι ἔδρασε κάτω ἀπὸ κατάσταση ψυχικῆς ταραχῆς. Ἡ ὑπόθεση ἀπασχόλησε τὸ δικαστήριο ἐπὶ τρεῖς ἡμέρες καὶ ἐξετάσθηκαν πολλοὶ μάρτυρες κατηγορίας καὶ ὑπερασπίσεως, οἱ ὁποῖοι κατέθεσαν γιὰ τὶς σχέσεις τοῦ ζεύγους καὶ τὰ γεγονότα ποὺ προηγήθηκαν τοῦ ἐγκλήματος στὸ σπίτι τους στὸ Κουκάκι. xyxy=(17,1833,165,1949)
article-text: ΑΘΗΝΑ, 7.— Ἀπὸ τὸ κακουργιοδικεῖο Πειραιῶς καταδικάσθηκε σὲ ἰσόβια δεσμὰ γιὰ τὸν φόνο τῆς συζύγου του ὁ κατηγορούμενος, ποὺ ὑποστήριξε ὅτι ἔδρασε κάτω ἀπὸ κατάσταση ψυχικῆς ταραχῆς. Ἡ ὑπόθεση ἀπασχόλησε τὸ δικαστήριο ἐπὶ τρεῖς ἡμέρες καὶ ἐξετάσθηκαν πολλοὶ μάρτυρες κατηγορίας καὶ ὑπερασπίσεως, οἱ ὁποῖοι κατέθεσαν γιὰ τὶς σχέσεις τοῦ ζεύγους καὶ τὰ γεγονότα ποὺ προηγήθηκαν τοῦ ἐγκλήματος στὸ σπίτι τους στὸ Κουκάκι. xyxy=(572,1463,742,1562)
heading-three-youths: ΤΡΕΙΣ ΝΕΑΡΟΙ ΓΡΟΝΘΟΚΟΠΗΣΑΝ 28ΧΡΟΝΟ xyxy=(759,1727,927,1752)
article-text: ΑΘΗΝΑ, 7.— Ἀπὸ τὸ κακουργιοδικεῖο Πειραιῶς καταδικάσθηκε σὲ ἰσόβια δεσμὰ γιὰ τὸν φόνο τῆς συζύγου του ὁ κατηγορούμενος, ποὺ ὑποστήριξε ὅτι ἔδρασε κάτω ἀπὸ κατάσταση ψυχικῆς ταραχῆς. Ἡ ὑπόθεση ἀπασχόλησε τὸ δικαστήριο ἐπὶ τρεῖς ἡμέρες καὶ ἐξετάσθηκαν πολλοὶ μάρτυρες κατηγορίας καὶ ὑπερασπίσεως, οἱ ὁποῖοι κατέθεσαν γιὰ τὶς σχέσεις τοῦ ζεύγους καὶ τὰ γεγονότα ποὺ προηγήθηκαν τοῦ ἐγκλήματος στὸ σπίτι τους στὸ Κουκάκι. xyxy=(1203,1026,1323,1169)
headline-clinic-b: καὶ τὸν ξανάκαναν xyxy=(974,873,1294,907)
article-text: ΑΘΗΝΑ, 7.— Ἀπὸ τὸ κακουργιοδικεῖο Πειραιῶς καταδικάσθηκε σὲ ἰσόβια δεσμὰ γιὰ τὸν φόνο τῆς συζύγου του ὁ κατηγορούμενος, ποὺ ὑποστήριξε ὅτι ἔδρασε κάτω ἀπὸ κατάσταση ψυχικῆς ταραχῆς. Ἡ ὑπόθεση ἀπασχόλησε τὸ δικαστήριο ἐπὶ τρεῖς ἡμέρες καὶ ἐξετάσθηκαν πολλοὶ μάρτυρες κατηγορίας καὶ ὑπερασπίσεως, οἱ ὁποῖοι κατέθεσαν γιὰ τὶς σχέσεις τοῦ ζεύγους καὶ τὰ γεγονότα ποὺ προηγήθηκαν τοῦ ἐγκλήματος στὸ σπίτι τους στὸ Κουκάκι. xyxy=(753,713,933,803)
article-text: ΑΘΗΝΑ, 7.— Ἀπὸ τὸ κακουργιοδικεῖο Πειραιῶς καταδικάσθηκε σὲ ἰσόβια δεσμὰ γιὰ τὸν φόνο τῆς συζύγου του ὁ κατηγορούμενος, ποὺ ὑποστήριξε ὅτι ἔδρασε κάτω ἀπὸ κατάσταση ψυχικῆς ταραχῆς. Ἡ ὑπόθεση ἀπασχόλησε τὸ δικαστήριο ἐπὶ τρεῖς ἡμέρες καὶ ἐξετάσθηκαν πολλοὶ μάρτυρες κατηγορίας καὶ ὑπερασπίσεως, οἱ ὁποῖοι κατέθεσαν γιὰ τὶς σχέσεις τοῦ ζεύγους καὶ τὰ γεγονότα ποὺ προηγήθηκαν τοῦ ἐγκλήματος στὸ σπίτι τους στὸ Κουκάκι. xyxy=(944,668,1323,718)
article-text: ΑΘΗΝΑ, 7.— Ἀπὸ τὸ κακουργιοδικεῖο Πειραιῶς καταδικάσθηκε σὲ ἰσόβια δεσμὰ γιὰ τὸν φόνο τῆς συζύγου του ὁ κατηγορούμενος, ποὺ ὑποστήριξε ὅτι ἔδρασε κάτω ἀπὸ κατάσταση ψυχικῆς ταραχῆς. Ἡ ὑπόθεση ἀπασχόλησε τὸ δικαστήριο ἐπὶ τρεῖς ἡμέρες καὶ ἐξετάσθηκαν πολλοὶ μάρτυρες κατηγορίας καὶ ὑπερασπίσεως, οἱ ὁποῖοι κατέθεσαν γιὰ τὶς σχέσεις τοῦ ζεύγους καὶ τὰ γεγονότα ποὺ προηγήθηκαν τοῦ ἐγκλήματος στὸ σπίτι τους στὸ Κουκάκι. xyxy=(17,381,165,498)
article-text: ΑΘΗΝΑ, 7.— Ἀπὸ τὸ κακουργιοδικεῖο Πειραιῶς καταδικάσθηκε σὲ ἰσόβια δεσμὰ γιὰ τὸν φόνο τῆς συζύγου του ὁ κατηγορούμενος, ποὺ ὑποστήριξε ὅτι ἔδρασε κάτω ἀπὸ κατάσταση ψυχικῆς ταραχῆς. Ἡ ὑπόθεση ἀπασχόλησε τὸ δικαστήριο ἐπὶ τρεῖς ἡμέρες καὶ ἐξετάσθηκαν πολλοὶ μάρτυρες κατηγορίας καὶ ὑπερασπίσεως, οἱ ὁποῖοι κατέθεσαν γιὰ τὶς σχέσεις τοῦ ζεύγους καὶ τὰ γεγονότα ποὺ προηγήθηκαν τοῦ ἐγκλήματος στὸ σπίτι τους στὸ Κουκάκι. xyxy=(375,1500,560,1590)
heading-mechanical: Ἡ Μηχανικὴ φιλολογικὴ ἑβδομάδα xyxy=(392,827,543,853)
banner-excursions: Ἐκδρομαί xyxy=(572,880,742,916)
article-text: ΑΘΗΝΑ, 7.— Ἀπὸ τὸ κακουργιοδικεῖο Πειραιῶς καταδικάσθηκε σὲ ἰσόβια δεσμὰ γιὰ τὸν φόνο τῆς συζύγου του ὁ κατηγορούμενος, ποὺ ὑποστήριξε ὅτι ἔδρασε κάτω ἀπὸ κατάσταση ψυχικῆς ταραχῆς. Ἡ ὑπόθεση ἀπασχόλησε τὸ δικαστήριο ἐπὶ τρεῖς ἡμέρες καὶ ἐξετάσθηκαν πολλοὶ μάρτυρες κατηγορίας καὶ ὑπερασπίσεως, οἱ ὁποῖοι κατέθεσαν γιὰ τὶς σχέσεις τοῦ ζεύγους καὶ τὰ γεγονότα ποὺ προηγήθηκαν τοῦ ἐγκλήματος στὸ σπίτι τους στὸ Κουκάκι. xyxy=(174,1407,363,1496)
subheading-lifetime: ΠΙΣΤΕΥΕ ΟΠΩΣ ΕΙΠΕ ΟΤΙ ΤΟΝ ΑΠΑΤΟΥΣΕ xyxy=(774,86,912,106)
article-text: ΑΘΗΝΑ, 7.— Ἀπὸ τὸ κακουργιοδικεῖο Πειραιῶς καταδικάσθηκε σὲ ἰσόβια δεσμὰ γιὰ τὸν φόνο τῆς συζύγου του ὁ κατηγορούμενος, ποὺ ὑποστήριξε ὅτι ἔδρασε κάτω ἀπὸ κατάσταση ψυχικῆς ταραχῆς. Ἡ ὑπόθεση ἀπασχόλησε τὸ δικαστήριο ἐπὶ τρεῖς ἡμέρες καὶ ἐξετάσθηκαν πολλοὶ μάρτυρες κατηγορίας καὶ ὑπερασπίσεως, οἱ ὁποῖοι κατέθεσαν γιὰ τὶς σχέσεις τοῦ ζεύγους καὶ τὰ γεγονότα ποὺ προηγήθηκαν τοῦ ἐγκλήματος στὸ σπίτι τους στὸ Κουκάκι. xyxy=(174,405,363,494)
heading-new-teacher: Νέος διδάκτωρ xyxy=(17,110,105,122)
heading-businesses: ΟΙ ΕΠΙΧΕΙΡΗΣΕΙΣ ΠΡΕΠΕΙ ΝΑ ΘΕΩΡΗΣΟΥΝ ΤΟΥΣ ΠΙΝΑΚΕΣ ΜΕ ΤΑ ΩΡΑΡΙΑ xyxy=(1343,72,1501,112)
article-text: ΑΘΗΝΑ, 7.— Ἀπὸ τὸ κακουργιοδικεῖο Πειραιῶς καταδικάσθηκε σὲ ἰσόβια δεσμὰ γιὰ τὸν φόνο τῆς συζύγου του ὁ κατηγορούμενος, ποὺ ὑποστήριξε ὅτι ἔδρασε κάτω ἀπὸ κατάσταση ψυχικῆς ταραχῆς. Ἡ ὑπόθεση ἀπασχόλησε τὸ δικαστήριο ἐπὶ τρεῖς ἡμέρες καὶ ἐξετάσθηκαν πολλοὶ μάρτυρες κατηγορίας καὶ ὑπερασπίσεως, οἱ ὁποῖοι κατέθεσαν γιὰ τὶς σχέσεις τοῦ ζεύγους καὶ τὰ γεγονότα ποὺ προηγήθηκαν τοῦ ἐγκλήματος στὸ σπίτι τους στὸ Κουκάκι. xyxy=(375,1609,560,1698)
heading-attempt: ΑΠΟΠΕΙΡΑ ΦΟΝΟΥ ΓΙΑ ΔΙΑΦΟΡΕΣ ΟΙΚΟΓΕΝΕΙΑΚΕΣ xyxy=(757,659,929,685)
subhead-village: «Ἀκίνδυνος» ψυχοπαθής.— Τραυμάτισε χωροφύλακα καὶ χειριστὴ ἐκσκαφέα.— Τὸν πείραξε τὸ ρεῦμα xyxy=(977,1620,1291,1673)
page-number-banner: Σελίς 3 xyxy=(1335,8,1505,50)
article-text: ΑΘΗΝΑ, 7.— Ἀπὸ τὸ κακουργιοδικεῖο Πειραιῶς καταδικάσθηκε σὲ ἰσόβια δεσμὰ γιὰ τὸν φόνο τῆς συζύγου του ὁ κατηγορούμενος, ποὺ ὑποστήριξε ὅτι ἔδρασε κάτω ἀπὸ κατάσταση ψυχικῆς ταραχῆς. Ἡ ὑπόθεση ἀπασχόλησε τὸ δικαστήριο ἐπὶ τρεῖς ἡμέρες καὶ ἐξετάσθηκαν πολλοὶ μάρτυρες κατηγορίας καὶ ὑπερασπίσεως, οἱ ὁποῖοι κατέθεσαν γιὰ τὶς σχέσεις τοῦ ζεύγους καὶ τὰ γεγονότα ποὺ προηγήθηκαν τοῦ ἐγκλήματος στὸ σπίτι τους στὸ Κουκάκι. xyxy=(375,399,560,489)
heading-wanted-heir: ΑΝΑΖΗΤΕΙΤΑΙ ΚΛΗΡΟΝΟΜΟΣ xyxy=(1338,1446,1505,1460)
article-text: ΑΘΗΝΑ, 7.— Ἀπὸ τὸ κακουργιοδικεῖο Πειραιῶς καταδικάσθηκε σὲ ἰσόβια δεσμὰ γιὰ τὸν φόνο τῆς συζύγου του ὁ κατηγορούμενος, ποὺ ὑποστήριξε ὅτι ἔδρασε κάτω ἀπὸ κατάσταση ψυχικῆς ταραχῆς. Ἡ ὑπόθεση ἀπασχόλησε τὸ δικαστήριο ἐπὶ τρεῖς ἡμέρες καὶ ἐξετάσθηκαν πολλοὶ μάρτυρες κατηγορίας καὶ ὑπερασπίσεως, οἱ ὁποῖοι κατέθεσαν γιὰ τὶς σχέσεις τοῦ ζεύγους καὶ τὰ γεγονότα ποὺ προηγήθηκαν τοῦ ἐγκλήματος στὸ σπίτι τους στὸ Κουκάκι. xyxy=(753,1392,933,1482)
heading-alarm: Γιὰ τὰς ἀγροτικὰς τιμὰς xyxy=(392,1284,543,1298)
banner-hospitals: ΝΟΣΟΚΟΜΕΙΑ xyxy=(572,1670,742,1694)
article-text: ΑΘΗΝΑ, 7.— Ἀπὸ τὸ κακουργιοδικεῖο Πειραιῶς καταδικάσθηκε σὲ ἰσόβια δεσμὰ γιὰ τὸν φόνο τῆς συζύγου του ὁ κατηγορούμενος, ποὺ ὑποστήριξε ὅτι ἔδρασε κάτω ἀπὸ κατάσταση ψυχικῆς ταραχῆς. Ἡ ὑπόθεση ἀπασχόλησε τὸ δικαστήριο ἐπὶ τρεῖς ἡμέρες καὶ ἐξετάσθηκαν πολλοὶ μάρτυρες κατηγορίας καὶ ὑπερασπίσεως, οἱ ὁποῖοι κατέθεσαν γιὰ τὶς σχέσεις τοῦ ζεύγους καὶ τὰ γεγονότα ποὺ προηγήθηκαν τοῦ ἐγκλήματος στὸ σπίτι τους στὸ Κουκάκι. xyxy=(1203,1319,1323,1461)
subheading-teachers: ΟΤΑΝ ΤΟΥΣ ΚΑΛΕΣΕ ΣΤΟ ΣΠΙΤΙ ΤΟΥ xyxy=(1338,688,1505,699)
